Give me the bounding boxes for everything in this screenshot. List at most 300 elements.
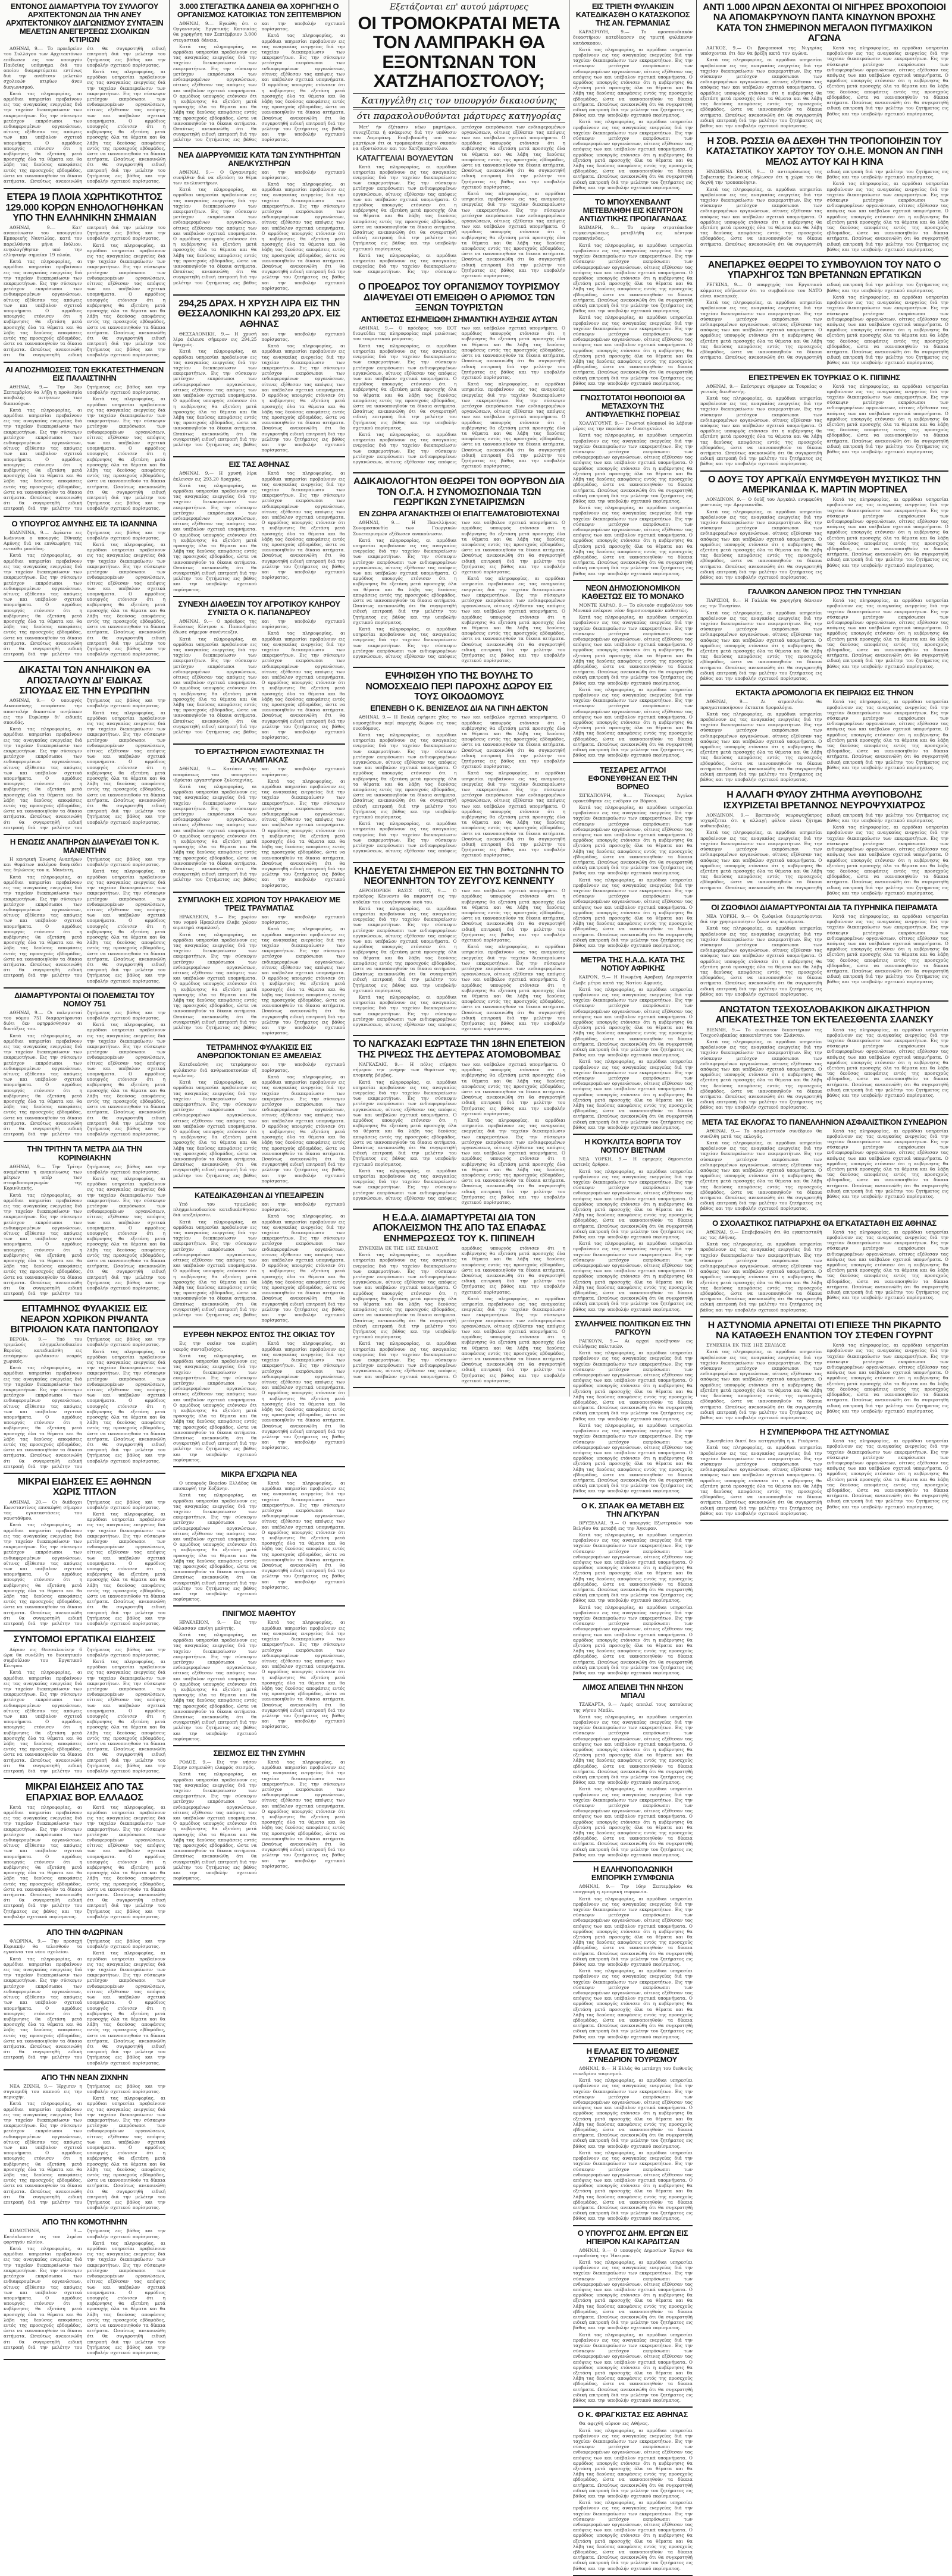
- story-body: [173, 1201, 345, 1323]
- story-body: [173, 1759, 345, 1881]
- story-separator: [573, 1679, 693, 1680]
- story-body: [4, 1336, 165, 1469]
- story-body: [173, 914, 345, 1036]
- story-body: [173, 1341, 345, 1462]
- story-body: [573, 2421, 693, 2571]
- story-headline: ΚΑΤΕΔΙΚΑΣΘΗΣΑΝ ΔΙ ΥΠΕΞΑΙΡΕΣΙΝ: [195, 1190, 324, 1200]
- story-dateline: ΗΡΑΚΛΕΙΟΝ, 9.— Εις χωρίον του νομού Ηρακλείου έλαβε χώραν αιματηρά συμπλοκή.: [173, 914, 257, 931]
- story-body-filler: Κατά τας πληροφορίας, αι αρμόδιαι υπηρεσίαι προβαίνουν εις τας αναγκαίας ενεργείας διά την ταχείαν διεκπεραίωσιν των εκκρεμοτήτων. Εις την σύσκεψιν μετέσχον εκπρόσωποι των ενδιαφερομένων οργανώσεων, οίτινες εξέθεσαν τας απόψεις των και υπέβαλον σχετικά υπομνήματα. Ο αρμόδιος υπουργός ετόνισεν ότι η κυβέρνησις θα εξετάση μετά προσοχής όλα τα θέματα και θα λάβη τας δεούσας αποφάσεις εντός της προσεχούς εβδομάδος, ώστε να ικανοποιηθούν τα δίκαια αιτήματα. Ωσαύτως ανεκοινώθη ότι θα συγκροτηθή ειδική επιτροπή διά την μελέτην του ζητήματος εις βάθος και την υποβολήν σχετικού πορίσματος.: [573, 2150, 693, 2222]
- story-body-filler: Κατά τας πληροφορίας, αι αρμόδιαι υπηρεσίαι προβαίνουν εις τας αναγκαίας ενεργείας διά την ταχείαν διεκπεραίωσιν των εκκρεμοτήτων. Εις την σύσκεψιν μετέσχον εκπρόσωποι των ενδιαφερομένων οργανώσεων, οίτινες εξέθεσαν τας απόψεις των και υπέβαλον σχετικά υπομνήματα. Ο αρμόδιος υπουργός ετόνισεν ότι η κυβέρνησις θα εξετάση μετά προσοχής όλα τα θέματα και θα λάβη τας δεούσας αποφάσεις εντός της προσεχούς εβδομάδος, ώστε να ικανοποιηθούν τα δίκαια αιτήματα. Ωσαύτως ανεκοινώθη ότι θα συγκροτηθή ειδική επιτροπή διά την μελέτην του ζητήματος εις βάθος και την υποβολήν σχετικού πορίσματος.: [4, 1009, 165, 1137]
- story-dateline: ΑΘΗΝΑΙ, 9.— Εγκώθη ότι ο Οργανισμός Εργατικής Κατοικίας θα χορηγήση τον Σεπτέμβριον 3.000 στεγαστικά δάνεια.: [173, 21, 257, 43]
- story-headline: ΕΥΡΕΘΗ ΝΕΚΡΟΣ ΕΝΤΟΣ ΤΗΣ ΟΙΚΙΑΣ ΤΟΥ: [183, 1330, 335, 1339]
- story-headline: ΑΠΟ ΤΗΝ ΚΟΜΟΤΗΝΗΝ: [42, 2217, 127, 2227]
- story-headline: ΜΕΤΑ ΤΑΣ ΕΚΛΟΓΑΣ ΤΟ ΠΑΝΕΛΛΗΝΙΟΝ ΑΣΦΑΛΙΣΤΙΚΟΝ ΣΥΝΕΔΡΙΟΝ: [702, 1117, 947, 1127]
- story-body-filler: Κατά τας πληροφορίας, αι αρμόδιαι υπηρεσίαι προβαίνουν εις τας αναγκαίας ενεργείας διά την ταχείαν διεκπεραίωσιν των εκκρεμοτήτων. Εις την σύσκεψιν μετέσχον εκπρόσωποι των ενδιαφερομένων οργανώσεων, οίτινες εξέθεσαν τας απόψεις των και υπέβαλον σχετικά υπομνήματα. Ο αρμόδιος υπουργός ετόνισεν ότι η κυβέρνησις θα εξετάση μετά προσοχής όλα τα θέματα και θα λάβη τας δεούσας αποφάσεις εντός της προσεχούς εβδομάδος, ώστε να ικανοποιηθούν τα δίκαια αιτήματα. Ωσαύτως ανεκοινώθη ότι θα συγκροτηθή ειδική επιτροπή διά την μελέτην του ζητήματος εις βάθος και την υποβολήν σχετικού πορίσματος.: [173, 1631, 257, 1742]
- story-headline: ΝΕΟΝ ΔΗΜΟΣΙΟΝΟΜΙΚΟΝ ΚΑΘΕΣΤΩΣ ΕΙΣ ΤΟ ΜΟΝΑΚΟ: [581, 583, 684, 601]
- story-headline: ΣΥΛΛΗΨΕΙΣ ΠΟΛΙΤΙΚΩΝ ΕΙΣ ΤΗΝ ΡΑΓΚΟΥΝ: [575, 1319, 691, 1336]
- news-story: [4, 192, 165, 358]
- story-body-filler: Κατά τας πληροφορίας, αι αρμόδιαι υπηρεσίαι προβαίνουν εις τας αναγκαίας ενεργείας διά την ταχείαν διεκπεραίωσιν των εκκρεμοτήτων. Εις την σύσκεψιν μετέσχον εκπρόσωποι των ενδιαφερομένων οργανώσεων, οίτινες εξέθεσαν τας απόψεις των και υπέβαλον σχετικά υπομνήματα. Ο αρμόδιος υπουργός ετόνισεν ότι η κυβέρνησις θα εξετάση μετά προσοχής όλα τα θέματα και θα λάβη τας δεούσας αποφάσεις εντός της προσεχούς εβδομάδος, ώστε να ικανοποιηθούν τα δίκαια αιτήματα. Ωσαύτως ανεκοινώθη ότι θα συγκροτηθή ειδική επιτροπή διά την μελέτην του ζητήματος εις βάθος και την υποβολήν σχετικού πορίσματος.: [573, 1786, 693, 1858]
- story-body-filler: Κατά τας πληροφορίας, αι αρμόδιαι υπηρεσίαι προβαίνουν εις τας αναγκαίας ενεργείας διά την ταχείαν διεκπεραίωσιν των εκκρεμοτήτων. Εις την σύσκεψιν μετέσχον εκπρόσωποι των ενδιαφερομένων οργανώσεων, οίτινες εξέθεσαν τας απόψεις των και υπέβαλον σχετικά υπομνήματα. Ο αρμόδιος υπουργός ετόνισεν ότι η κυβέρνησις θα εξετάση μετά προσοχής όλα τα θέματα και θα λάβη τας δεούσας αποφάσεις εντός της προσεχούς εβδομάδος, ώστε να ικανοποιηθούν τα δίκαια αιτήματα. Ωσαύτως ανεκοινώθη ότι θα συγκροτηθή ειδική επιτροπή διά την μελέτην του ζητήματος εις βάθος και την υποβολήν σχετικού πορίσματος.: [573, 986, 693, 1058]
- story-headline: 294,25 ΔΡΑΧ. Η ΧΡΥΣΗ ΛΙΡΑ ΕΙΣ ΤΗΝ ΘΕΣΣΑΛΟΝΙΚΗΝ ΚΑΙ 293,20 ΔΡΧ. ΕΙΣ ΑΘΗΝΑΣ: [177, 299, 341, 330]
- story-separator: [573, 762, 693, 763]
- story-headline: ΓΑΛΛΙΚΟΝ ΔΑΝΕΙΟΝ ΠΡΟΣ ΤΗΝ ΤΥΝΗΣΙΑΝ: [748, 587, 901, 597]
- story-body: [573, 793, 693, 949]
- story-body-filler: Κατά τας πληροφορίας, αι αρμόδιαι υπηρεσίαι προβαίνουν εις τας αναγκαίας ενεργείας διά την ταχείαν διεκπεραίωσιν των εκκρεμοτήτων. Εις την σύσκεψιν μετέσχον εκπρόσωποι των ενδιαφερομένων οργανώσεων, οίτινες εξέθεσαν τας απόψεις των και υπέβαλον σχετικά υπομνήματα. Ο αρμόδιος υπουργός ετόνισεν ότι η κυβέρνησις θα εξετάση μετά προσοχής όλα τα θέματα και θα λάβη τας δεούσας αποφάσεις εντός της προσεχούς εβδομάδος, ώστε να ικανοποιηθούν τα δίκαια αιτήματα. Ωσαύτως ανεκοινώθη ότι θα συγκροτηθή ειδική επιτροπή διά την μελέτην του ζητήματος εις βάθος και την υποβολήν σχετικού πορίσματος.: [573, 2332, 693, 2404]
- story-body-filler: Κατά τας πληροφορίας, αι αρμόδιαι υπηρεσίαι προβαίνουν εις τας αναγκαίας ενεργείας διά την ταχείαν διεκπεραίωσιν των εκκρεμοτήτων. Εις την σύσκεψιν μετέσχον εκπρόσωποι των ενδιαφερομένων οργανώσεων, οίτινες εξέθεσαν τας απόψεις των και υπέβαλον σχετικά υπομνήματα. Ο αρμόδιος υπουργός ετόνισεν ότι η κυβέρνησις θα εξετάση μετά προσοχής όλα τα θέματα και θα λάβη τας δεούσας αποφάσεις εντός της προσεχούς εβδομάδος, ώστε να ικανοποιηθούν τα δίκαια αιτήματα. Ωσαύτως ανεκοινώθη ότι θα συγκροτηθή ειδική επιτροπή διά την μελέτην του ζητήματος εις βάθος και την υποβολήν σχετικού πορίσματος.: [173, 169, 345, 285]
- lead-body-text: Μετ' ήν έξέτασιν νέων μαρτύρων, συνεχίζεται ή ανάκρισις διά την υπόθεσιν του Λαμπράκη. Επεβεβαιώθη υπό των μαρτύρων ότι οι τρομοκράται είχον σκοπόν να εξοντώσουν και τον Χατζηαποστόλου.: [353, 124, 457, 152]
- story-headline: ΤΟ ΝΑΓΚΑΣΑΚΙ ΕΩΡΤΑΣΕ ΤΗΝ 18ΗΝ ΕΠΕΤΕΙΟΝ ΤΗΣ ΡΙΨΕΩΣ ΤΗΣ ΔΕΥΤΕΡΑΣ ΑΤΟΜΟΒΟΜΒΑΣ: [353, 1039, 565, 1060]
- story-dateline: ΘΕΣΣΑΛΟΝΙΚΗ, 9.— Η χρυσή λίρα έκλεισε σήμερον εις 294,25 δραχμάς.: [173, 331, 257, 348]
- story-separator: [700, 1424, 948, 1425]
- story-body: [700, 384, 948, 467]
- story-body-filler: Κατά τας πληροφορίας, αι αρμόδιαι υπηρεσίαι προβαίνουν εις τας αναγκαίας ενεργείας διά την ταχείαν διεκπεραίωσιν των εκκρεμοτήτων. Εις την σύσκεψιν μετέσχον εκπρόσωποι των ενδιαφερομένων οργανώσεων, οίτινες εξέθεσαν τας απόψεις των και υπέβαλον σχετικά υπομνήματα. Ο αρμόδιος υπουργός ετόνισεν ότι η κυβέρνησις θα εξετάση μετά προσοχής όλα τα θέματα και θα λάβη τας δεούσας αποφάσεις εντός της προσεχούς εβδομάδος, ώστε να ικανοποιηθούν τα δίκαια αιτήματα. Ωσαύτως ανεκοινώθη ότι θα συγκροτηθή ειδική επιτροπή διά την μελέτην του ζητήματος εις βάθος και την υποβολήν σχετικού πορίσματος.: [826, 45, 948, 117]
- news-story: [700, 790, 948, 896]
- lead-body-filler: Κατά τας πληροφορίας, αι αρμόδιαι υπηρεσίαι προβαίνουν εις τας αναγκαίας ενεργείας διά την ταχείαν διεκπεραίωσιν των εκκρεμοτήτων. Εις την σύσκεψιν μετέσχον εκπρόσωποι των ενδιαφερομένων οργανώσεων, οίτινες εξέθεσαν τας απόψεις των και υπέβαλον σχετικά υπομνήματα. Ο αρμόδιος υπουργός ετόνισεν ότι η κυβέρνησις θα εξετάση μετά προσοχής όλα τα θέματα και θα λάβη τας δεούσας αποφάσεις εντός της προσεχούς εβδομάδος, ώστε να ικανοποιηθούν τα δίκαια αιτήματα. Ωσαύτως ανεκοινώθη ότι θα συγκροτηθή ειδική επιτροπή διά την μελέτην του ζητήματος εις βάθος και την υποβολήν σχετικού πορίσματος.: [353, 164, 457, 252]
- story-body-filler: Κατά τας πληροφορίας, αι αρμόδιαι υπηρεσίαι προβαίνουν εις τας αναγκαίας ενεργείας διά την ταχείαν διεκπεραίωσιν των εκκρεμοτήτων. Εις την σύσκεψιν μετέσχον εκπρόσωποι των ενδιαφερομένων οργανώσεων, οίτινες εξέθεσαν τας απόψεις των και υπέβαλον σχετικά υπομνήματα. Ο αρμόδιος υπουργός ετόνισεν ότι η κυβέρνησις θα εξετάση μετά προσοχής όλα τα θέματα και θα λάβη τας δεούσας αποφάσεις εντός της προσεχούς εβδομάδος, ώστε να ικανοποιηθούν τα δίκαια αιτήματα. Ωσαύτως ανεκοινώθη ότι θα συγκροτηθή ειδική επιτροπή διά την μελέτην του ζητήματος εις βάθος και την υποβολήν σχετικού πορίσματος.: [700, 168, 948, 247]
- story-dateline: Η κεντρική Ένωσις Αναπήρων και θυμάτων πολέμου διαψεύδει τας δηλώσεις του κ. Μανέντη.: [4, 856, 82, 873]
- news-story: [353, 1213, 565, 1383]
- story-body-filler: Κατά τας πληροφορίας, αι αρμόδιαι υπηρεσίαι προβαίνουν εις τας αναγκαίας ενεργείας διά την ταχείαν διεκπεραίωσιν των εκκρεμοτήτων. Εις την σύσκεψιν μετέσχον εκπρόσωποι των ενδιαφερομένων οργανώσεων, οίτινες εξέθεσαν τας απόψεις των και υπέβαλον σχετικά υπομνήματα. Ο αρμόδιος υπουργός ετόνισεν ότι η κυβέρνησις θα εξετάση μετά προσοχής όλα τα θέματα και θα λάβη τας δεούσας αποφάσεις εντός της προσεχούς εβδομάδος, ώστε να ικανοποιηθούν τα δίκαια αιτήματα. Ωσαύτως ανεκοινώθη ότι θα συγκροτηθή ειδική επιτροπή διά την μελέτην του ζητήματος εις βάθος και την υποβολήν σχετικού πορίσματος.: [4, 2228, 165, 2350]
- story-headline: Η ΣΟΒ. ΡΩΣΣΙΑ ΘΑ ΔΕΧΘΗ ΤΗΝ ΤΡΟΠΟΠΟΙΗΣΙΝ ΤΟΥ ΚΑΤΑΣΤΑΤΙΚΟΥ ΧΑΡΤΟΥ ΤΟΥ Ο.Η.Ε. ΜΟΝΟΝ ΑΝ ΓΙΝΗ ΜΕΛΟΣ ΑΥΤΟΥ ΚΑΙ Η ΚΙΝΑ: [706, 136, 943, 167]
- story-headline: ΑΔΙΚΑΙΟΛΟΓΗΤΟΝ ΘΕΩΡΕΙ ΤΟΝ ΘΟΡΥΒΟΝ ΔΙΑ ΤΟΝ Ο.Γ.Α. Η ΣΥΝΟΜΟΣΠΟΝΔΙΑ ΤΩΝ ΓΕΩΡΓΙΚΩΝ ΣΥΝΕΤΑΙΡΙΣΜΩΝ: [353, 476, 565, 507]
- story-body-filler: Κατά τας πληροφορίας, αι αρμόδιαι υπηρεσίαι προβαίνουν εις τας αναγκαίας ενεργείας διά την ταχείαν διεκπεραίωσιν των εκκρεμοτήτων. Εις την σύσκεψιν μετέσχον εκπρόσωποι των ενδιαφερομένων οργανώσεων, οίτινες εξέθεσαν τας απόψεις των και υπέβαλον σχετικά υπομνήματα. Ο αρμόδιος υπουργός ετόνισεν ότι η κυβέρνησις θα εξετάση μετά προσοχής όλα τα θέματα και θα λάβη τας δεούσας αποφάσεις εντός της προσεχούς εβδομάδος, ώστε να ικανοποιηθούν τα δίκαια αιτήματα. Ωσαύτως ανεκοινώθη ότι θα συγκροτηθή ειδική επιτροπή διά την μελέτην του ζητήματος εις βάθος και την υποβολήν σχετικού πορίσματος.: [353, 537, 457, 625]
- news-story: [353, 671, 565, 858]
- news-story: [4, 366, 165, 512]
- story-dateline: ΣΥΝΕΧΕΙΑ ΕΚ ΤΗΣ 1ΗΣ ΣΕΛΙΔΟΣ: [359, 1245, 439, 1251]
- news-story: [173, 1749, 345, 1881]
- story-dateline: ΑΘΗΝΑΙ, 9.— Επέστρεψε σήμερον εκ Τουρκίας ο γενικός διευθυντής.: [700, 383, 822, 394]
- news-story: [573, 1320, 693, 1494]
- story-separator: [700, 470, 948, 472]
- story-dateline: ΦΛΩΡΙΝΑ, 9.— Την προσεχή Κυριακήν θα τελεσθούν τα εγκαίνια του νέου σχολείου.: [4, 1938, 82, 1955]
- story-body: [4, 530, 165, 658]
- story-body-filler: Κατά τας πληροφορίας, αι αρμόδιαι υπηρεσίαι προβαίνουν εις τας αναγκαίας ενεργείας διά την ταχείαν διεκπεραίωσιν των εκκρεμοτήτων. Εις την σύσκεψιν μετέσχον εκπρόσωποι των ενδιαφερομένων οργανώσεων, οίτινες εξέθεσαν τας απόψεις των και υπέβαλον σχετικά υπομνήματα. Ο αρμόδιος υπουργός ετόνισεν ότι η κυβέρνησις θα εξετάση μετά προσοχής όλα τα θέματα και θα λάβη τας δεούσας αποφάσεις εντός της προσεχούς εβδομάδος, ώστε να ικανοποιηθούν τα δίκαια αιτήματα. Ωσαύτως ανεκοινώθη ότι θα συγκροτηθή ειδική επιτροπή διά την μελέτην του ζητήματος εις βάθος και την υποβολήν σχετικού πορίσματος.: [87, 1022, 165, 1137]
- news-story: [173, 1191, 345, 1323]
- story-body-filler: Κατά τας πληροφορίας, αι αρμόδιαι υπηρεσίαι προβαίνουν εις τας αναγκαίας ενεργείας διά την ταχείαν διεκπεραίωσιν των εκκρεμοτήτων. Εις την σύσκεψιν μετέσχον εκπρόσωποι των ενδιαφερομένων οργανώσεων, οίτινες εξέθεσαν τας απόψεις των και υπέβαλον σχετικά υπομνήματα. Ο αρμόδιος υπουργός ετόνισεν ότι η κυβέρνησις θα εξετάση μετά προσοχής όλα τα θέματα και θα λάβη τας δεούσας αποφάσεις εντός της προσεχούς εβδομάδος, ώστε να ικανοποιηθούν τα δίκαια αιτήματα. Ωσαύτως ανεκοινώθη ότι θα συγκροτηθή ειδική επιτροπή διά την μελέτην του ζητήματος εις βάθος και την υποβολήν σχετικού πορίσματος.: [87, 68, 165, 184]
- story-dateline: ΑΘΗΝΑΙ, 9.— Η Ελλάς θα μετάσχη του διεθνούς συνεδρίου τουρισμού.: [573, 2065, 693, 2077]
- story-body: [4, 2084, 165, 2211]
- story-dateline: ΚΑΙΡΟΝ, 9.— Η Ηνωμένη Αραβική Δημοκρατία έλαβε μέτρα κατά της Νοτίου Αφρικής.: [573, 974, 693, 986]
- story-body-filler: Κατά τας πληροφορίας, αι αρμόδιαι υπηρεσίαι προβαίνουν εις τας αναγκαίας ενεργείας διά την ταχείαν διεκπεραίωσιν των εκκρεμοτήτων. Εις την σύσκεψιν μετέσχον εκπρόσωποι των ενδιαφερομένων οργανώσεων, οίτινες εξέθεσαν τας απόψεις των και υπέβαλον σχετικά υπομνήματα. Ο αρμόδιος υπουργός ετόνισεν ότι η κυβέρνησις θα εξετάση μετά προσοχής όλα τα θέματα και θα λάβη τας δεούσας αποφάσεις εντός της προσεχούς εβδομάδος, ώστε να ικανοποιηθούν τα δίκαια αιτήματα. Ωσαύτως ανεκοινώθη ότι θα συγκροτηθή ειδική επιτροπή διά την μελέτην του ζητήματος εις βάθος και την υποβολήν σχετικού πορίσματος.: [700, 711, 822, 783]
- story-headline: ΕΨΗΦΙΣΘΗ ΥΠΟ ΤΗΣ ΒΟΥΛΗΣ ΤΟ ΝΟΜΟΣΧΕΔΙΟ ΠΕΡΙ ΠΑΡΟΧΗΣ ΔΩΡΟΥ ΕΙΣ ΤΟΥΣ ΟΙΚΟΔΟΜΟΥΣ: [365, 671, 553, 702]
- story-body: [700, 169, 948, 252]
- news-story: [173, 748, 345, 888]
- story-separator: [173, 456, 345, 457]
- story-body-filler: Κατά τας πληροφορίας, αι αρμόδιαι υπηρεσίαι προβαίνουν εις τας αναγκαίας ενεργείας διά την ταχείαν διεκπεραίωσιν των εκκρεμοτήτων. Εις την σύσκεψιν μετέσχον εκπρόσωποι των ενδιαφερομένων οργανώσεων, οίτινες εξέθεσαν τας απόψεις των και υπέβαλον σχετικά υπομνήματα. Ο αρμόδιος υπουργός ετόνισεν ότι η κυβέρνησις θα εξετάση μετά προσοχής όλα τα θέματα και θα λάβη τας δεούσας αποφάσεις εντός της προσεχούς εβδομάδος, ώστε να ικανοποιηθούν τα δίκαια αιτήματα. Ωσαύτως ανεκοινώθη ότι θα συγκροτηθή ειδική επιτροπή διά την μελέτην του ζητήματος εις βάθος και την υποβολήν σχετικού πορίσματος.: [87, 1658, 165, 1774]
- news-story: [353, 476, 565, 663]
- story-body: [700, 914, 948, 997]
- news-story: [700, 136, 948, 252]
- news-story: [4, 992, 165, 1138]
- story-body-filler: Κατά τας πληροφορίας, αι αρμόδιαι υπηρεσίαι προβαίνουν εις τας αναγκαίας ενεργείας διά την ταχείαν διεκπεραίωσιν των εκκρεμοτήτων. Εις την σύσκεψιν μετέσχον εκπρόσωποι των ενδιαφερομένων οργανώσεων, οίτινες εξέθεσαν τας απόψεις των και υπέβαλον σχετικά υπομνήματα. Ο αρμόδιος υπουργός ετόνισεν ότι η κυβέρνησις θα εξετάση μετά προσοχής όλα τα θέματα και θα λάβη τας δεούσας αποφάσεις εντός της προσεχούς εβδομάδος, ώστε να ικανοποιηθούν τα δίκαια αιτήματα. Ωσαύτως ανεκοινώθη ότι θα συγκροτηθή ειδική επιτροπή διά την μελέτην του ζητήματος εις βάθος και την υποβολήν σχετικού πορίσματος.: [573, 1896, 693, 1967]
- news-story: [573, 956, 693, 1130]
- news-story: [4, 1304, 165, 1469]
- story-body: [4, 2228, 165, 2355]
- column-5: [697, 0, 952, 1516]
- story-headline: ΤΕΤΡΑΜΗΝΟΣ ΦΥΛΑΚΙΣΙΣ ΕΙΣ ΑΝΘΡΩΠΟΚΤΟΝΙΑΝ ΕΞ ΑΜΕΛΕΙΑΣ: [196, 1043, 322, 1060]
- story-body-filler: Κατά τας πληροφορίας, αι αρμόδιαι υπηρεσίαι προβαίνουν εις τας αναγκαίας ενεργείας διά την ταχείαν διεκπεραίωσιν των εκκρεμοτήτων. Εις την σύσκεψιν μετέσχον εκπρόσωποι των ενδιαφερομένων οργανώσεων, οίτινες εξέθεσαν τας απόψεις των και υπέβαλον σχετικά υπομνήματα. Ο αρμόδιος υπουργός ετόνισεν ότι η κυβέρνησις θα εξετάση μετά προσοχής όλα τα θέματα και θα λάβη τας δεούσας αποφάσεις εντός της προσεχούς εβδομάδος, ώστε να ικανοποιηθούν τα δίκαια αιτήματα. Ωσαύτως ανεκοινώθη ότι θα συγκροτηθή ειδική επιτροπή διά την μελέτην του ζητήματος εις βάθος και την υποβολήν σχετικού πορίσματος.: [826, 1128, 948, 1200]
- story-body-filler: Κατά τας πληροφορίας, αι αρμόδιαι υπηρεσίαι προβαίνουν εις τας αναγκαίας ενεργείας διά την ταχείαν διεκπεραίωσιν των εκκρεμοτήτων. Εις την σύσκεψιν μετέσχον εκπρόσωποι των ενδιαφερομένων οργανώσεων, οίτινες εξέθεσαν τας απόψεις των και υπέβαλον σχετικά υπομνήματα. Ο αρμόδιος υπουργός ετόνισεν ότι η κυβέρνησις θα εξετάση μετά προσοχής όλα τα θέματα και θα λάβη τας δεούσας αποφάσεις εντός της προσεχούς εβδομάδος, ώστε να ικανοποιηθούν τα δίκαια αιτήματα. Ωσαύτως ανεκοινώθη ότι θα συγκροτηθή ειδική επιτροπή διά την μελέτην του ζητήματος εις βάθος και την υποβολήν σχετικού πορίσματος.: [261, 1341, 345, 1451]
- story-headline: Η Ε.Δ.Α. ΔΙΑΜΑΡΤΥΡΕΤΑΙ ΔΙΑ ΤΟΝ ΑΠΟΚΛΕΙΣΜΟΝ ΤΗΣ ΑΠΟ ΤΑΣ ΕΠΑΦΑΣ ΕΝΗΜΕΡΩΣΕΩΣ ΤΟΥ Κ. ΠΙΠΙΝΕΛΗ: [372, 1213, 546, 1244]
- story-body: [4, 1647, 165, 1775]
- story-dateline: ΑΘΗΝΑΙ, 9.— Κατόπιν της αποφάσεως του υπουργείου ιδρύεται εργαστήριον ξυλοτεχνίας.: [173, 766, 257, 783]
- story-body: [700, 1229, 948, 1313]
- story-body: [173, 331, 345, 453]
- story-body-filler: Κατά τας πληροφορίας, αι αρμόδιαι υπηρεσίαι προβαίνουν εις τας αναγκαίας ενεργείας διά την ταχείαν διεκπεραίωσιν των εκκρεμοτήτων. Εις την σύσκεψιν μετέσχον εκπρόσωποι των ενδιαφερομένων οργανώσεων, οίτινες εξέθεσαν τας απόψεις των και υπέβαλον σχετικά υπομνήματα. Ο αρμόδιος υπουργός ετόνισεν ότι η κυβέρνησις θα εξετάση μετά προσοχής όλα τα θέματα και θα λάβη τας δεούσας αποφάσεις εντός της προσεχούς εβδομάδος, ώστε να ικανοποιηθούν τα δίκαια αιτήματα. Ωσαύτως ανεκοινώθη ότι θα συγκροτηθή ειδική επιτροπή διά την μελέτην του ζητήματος εις βάθος και την υποβολήν σχετικού πορίσματος.: [353, 1061, 565, 1201]
- story-body-filler: Κατά τας πληροφορίας, αι αρμόδιαι υπηρεσίαι προβαίνουν εις τας αναγκαίας ενεργείας διά την ταχείαν διεκπεραίωσιν των εκκρεμοτήτων. Εις την σύσκεψιν μετέσχον εκπρόσωποι των ενδιαφερομένων οργανώσεων, οίτινες εξέθεσαν τας απόψεις των και υπέβαλον σχετικά υπομνήματα. Ο αρμόδιος υπουργός ετόνισεν ότι η κυβέρνησις θα εξετάση μετά προσοχής όλα τα θέματα και θα λάβη τας δεούσας αποφάσεις εντός της προσεχούς εβδομάδος, ώστε να ικανοποιηθούν τα δίκαια αιτήματα. Ωσαύτως ανεκοινώθη ότι θα συγκροτηθή ειδική επιτροπή διά την μελέτην του ζητήματος εις βάθος και την υποβολήν σχετικού πορίσματος.: [573, 2500, 693, 2571]
- story-deck: ΕΠΕΝΕΒΗ Ο Κ. ΒΕΝΙΖΕΛΟΣ ΔΙΑ ΝΑ ΓΙΝΗ ΔΕΚΤΟΝ: [370, 704, 548, 713]
- story-headline: ΜΙΚΡΑΙ ΕΙΔΗΣΕΙΣ ΑΠΟ ΤΑΣ ΕΠΑΡΧΙΑΣ ΒΟΡ. ΕΛΛΑΔΟΣ: [25, 1782, 144, 1803]
- story-dateline: ΑΕΡΟΠΟΡΙΚΗ ΒΑΣΙΣ ΟΤΙΣ, 9.— Ο πρόεδρος Κέννεντυ θα παραστή εις την κηδείαν του νεογέννητου υιού του.: [353, 888, 457, 905]
- story-body-filler: Κατά τας πληροφορίας, αι αρμόδιαι υπηρεσίαι προβαίνουν εις τας αναγκαίας ενεργείας διά την ταχείαν διεκπεραίωσιν των εκκρεμοτήτων. Εις την σύσκεψιν μετέσχον εκπρόσωποι των ενδιαφερομένων οργανώσεων, οίτινες εξέθεσαν τας απόψεις των και υπέβαλον σχετικά υπομνήματα. Ο αρμόδιος υπουργός ετόνισεν ότι η κυβέρνησις θα εξετάση μετά προσοχής όλα τα θέματα και θα λάβη τας δεούσας αποφάσεις εντός της προσεχούς εβδομάδος, ώστε να ικανοποιηθούν τα δίκαια αιτήματα. Ωσαύτως ανεκοινώθη ότι θα συγκροτηθή ειδική επιτροπή διά την μελέτην του ζητήματος εις βάθος και την υποβολήν σχετικού πορίσματος.: [173, 618, 345, 735]
- story-body: [700, 497, 948, 580]
- news-story: [4, 665, 165, 830]
- story-dateline: ΑΘΗΝΑΙ, 9.— Το προεδρείον του Συλλόγου των Αρχιτεκτόνων επέδωσεν εις τον υπουργόν Παιδείας υπόμνημα διά του οποίου διαμαρτύρεται εντόνως διά την ανάθεσιν μελετών σχολικών κτιρίων άνευ διαγωνισμού.: [4, 46, 82, 90]
- lead-deck-2: ότι παρακολουθούνται μάρτυρες κατηγορίας: [353, 109, 565, 123]
- lead-body-filler: Κατά τας πληροφορίας, αι αρμόδιαι υπηρεσίαι προβαίνουν εις τας αναγκαίας ενεργείας διά την ταχείαν διεκπεραίωσιν των εκκρεμοτήτων. Εις την σύσκεψιν μετέσχον εκπρόσωποι των ενδιαφερομένων οργανώσεων, οίτινες εξέθεσαν τας απόψεις των και υπέβαλον σχετικά υπομνήματα. Ο αρμόδιος υπουργός ετόνισεν ότι η κυβέρνησις θα εξετάση μετά προσοχής όλα τα θέματα και θα λάβη τας δεούσας αποφάσεις εντός της προσεχούς εβδομάδος, ώστε να ικανοποιηθούν τα δίκαια αιτήματα. Ωσαύτως ανεκοινώθη ότι θα συγκροτηθή ειδική επιτροπή διά την μελέτην του ζητήματος εις βάθος και την υποβολήν σχετικού πορίσματος.: [353, 124, 565, 275]
- news-story: [573, 198, 693, 386]
- story-headline: ΤΟ ΜΠΟΥΧΕΝΒΑΛΝΤ ΜΕΤΕΒΛΗΘΗ ΕΙΣ ΚΕΝΤΡΟΝ ΑΝΤΙΔΥΤΙΚΗΣ ΠΡΟΠΑΓΑΝΔΑΣ: [579, 197, 687, 224]
- story-separator: [4, 834, 165, 835]
- news-story: [4, 2073, 165, 2211]
- lead-headline: ΟΙ ΤΡΟΜΟΚΡΑΤΑΙ ΜΕΤΑ ΤΟΝ ΛΑΜΠΡΑΚΗ ΘΑ ΕΞΟΝΤΩΝΑΝ ΤΟΝ ΧΑΤΖΗΑΠΟΣΤΟΛΟΥ;: [358, 14, 560, 92]
- story-body-filler: Κατά τας πληροφορίας, αι αρμόδιαι υπηρεσίαι προβαίνουν εις τας αναγκαίας ενεργείας διά την ταχείαν διεκπεραίωσιν των εκκρεμοτήτων. Εις την σύσκεψιν μετέσχον εκπρόσωποι των ενδιαφερομένων οργανώσεων, οίτινες εξέθεσαν τας απόψεις των και υπέβαλον σχετικά υπομνήματα. Ο αρμόδιος υπουργός ετόνισεν ότι η κυβέρνησις θα εξετάση μετά προσοχής όλα τα θέματα και θα λάβη τας δεούσας αποφάσεις εντός της προσεχούς εβδομάδος, ώστε να ικανοποιηθούν τα δίκαια αιτήματα. Ωσαύτως ανεκοινώθη ότι θα συγκροτηθή ειδική επιτροπή διά την μελέτην του ζητήματος εις βάθος και την υποβολήν σχετικού πορίσματος.: [461, 944, 565, 1032]
- lead-kicker: Εξετάζονται επ' αυτού μάρτυρες: [389, 2, 529, 12]
- story-body-filler: Κατά τας πληροφορίας, αι αρμόδιαι υπηρεσίαι προβαίνουν εις τας αναγκαίας ενεργείας διά την ταχείαν διεκπεραίωσιν των εκκρεμοτήτων. Εις την σύσκεψιν μετέσχον εκπρόσωποι των ενδιαφερομένων οργανώσεων, οίτινες εξέθεσαν τας απόψεις των και υπέβαλον σχετικά υπομνήματα. Ο αρμόδιος υπουργός ετόνισεν ότι η κυβέρνησις θα εξετάση μετά προσοχής όλα τα θέματα και θα λάβη τας δεούσας αποφάσεις εντός της προσεχούς εβδομάδος, ώστε να ικανοποιηθούν τα δίκαια αιτήματα. Ωσαύτως ανεκοινώθη ότι θα συγκροτηθή ειδική επιτροπή διά την μελέτην του ζητήματος εις βάθος και την υποβολήν σχετικού πορίσματος.: [4, 529, 165, 657]
- news-story: [700, 903, 948, 997]
- story-body: [173, 766, 345, 887]
- story-body-filler: Κατά τας πληροφορίας, αι αρμόδιαι υπηρεσίαι προβαίνουν εις τας αναγκαίας ενεργείας διά την ταχείαν διεκπεραίωσιν των εκκρεμοτήτων. Εις την σύσκεψιν μετέσχον εκπρόσωποι των ενδιαφερομένων οργανώσεων, οίτινες εξέθεσαν τας απόψεις των και υπέβαλον σχετικά υπομνήματα. Ο αρμόδιος υπουργός ετόνισεν ότι η κυβέρνησις θα εξετάση μετά προσοχής όλα τα θέματα και θα λάβη τας δεούσας αποφάσεις εντός της προσεχούς εβδομάδος, ώστε να ικανοποιηθούν τα δίκαια αιτήματα. Ωσαύτως ανεκοινώθη ότι θα συγκροτηθή ειδική επιτροπή διά την μελέτην του ζητήματος εις βάθος και την υποβολήν σχετικού πορίσματος.: [261, 926, 345, 1036]
- news-story: [700, 1320, 948, 1420]
- story-body: [4, 856, 165, 984]
- story-body-filler: Κατά τας πληροφορίας, αι αρμόδιαι υπηρεσίαι προβαίνουν εις τας αναγκαίας ενεργείας διά την ταχείαν διεκπεραίωσιν των εκκρεμοτήτων. Εις την σύσκεψιν μετέσχον εκπρόσωποι των ενδιαφερομένων οργανώσεων, οίτινες εξέθεσαν τας απόψεις των και υπέβαλον σχετικά υπομνήματα. Ο αρμόδιος υπουργός ετόνισεν ότι η κυβέρνησις θα εξετάση μετά προσοχής όλα τα θέματα και θα λάβη τας δεούσας αποφάσεις εντός της προσεχούς εβδομάδος, ώστε να ικανοποιηθούν τα δίκαια αιτήματα. Ωσαύτως ανεκοινώθη ότι θα συγκροτηθή ειδική επιτροπή διά την μελέτην του ζητήματος εις βάθος και την υποβολήν σχετικού πορίσματος.: [87, 2095, 165, 2211]
- news-story: [4, 1928, 165, 2066]
- story-separator: [573, 1861, 693, 1862]
- story-headline: Η ΚΟΥΚΛΙΤΣΑ ΒΟΡΓΙΑ ΤΟΥ ΝΟΤΙΟΥ ΒΙΕΤΝΑΜ: [584, 1137, 681, 1155]
- news-story: [573, 1865, 693, 2040]
- story-body-filler: Κατά τας πληροφορίας, αι αρμόδιαι υπηρεσίαι προβαίνουν εις τας αναγκαίας ενεργείας διά την ταχείαν διεκπεραίωσιν των εκκρεμοτήτων. Εις την σύσκεψιν μετέσχον εκπρόσωποι των ενδιαφερομένων οργανώσεων, οίτινες εξέθεσαν τας απόψεις των και υπέβαλον σχετικά υπομνήματα. Ο αρμόδιος υπουργός ετόνισεν ότι η κυβέρνησις θα εξετάση μετά προσοχής όλα τα θέματα και θα λάβη τας δεούσας αποφάσεις εντός της προσεχούς εβδομάδος, ώστε να ικανοποιηθούν τα δίκαια αιτήματα. Ωσαύτως ανεκοινώθη ότι θα συγκροτηθή ειδική επιτροπή διά την μελέτην του ζητήματος εις βάθος και την υποβολήν σχετικού πορίσματος.: [573, 119, 693, 190]
- story-dateline: ΣΙΓΚΑΠΟΥΡΗ, 9.— Τέσσαρες Άγγλοι εφονεύθησαν εις ενέδραν εν Βόρνεο.: [573, 792, 693, 804]
- lead-deck-1: Κατηγγέλθη εις τον υπουργόν δικαιοσύνης: [353, 93, 565, 108]
- story-separator: [573, 2043, 693, 2044]
- story-body-filler: Κατά τας πληροφορίας, αι αρμόδιαι υπηρεσίαι προβαίνουν εις τας αναγκαίας ενεργείας διά την ταχείαν διεκπεραίωσιν των εκκρεμοτήτων. Εις την σύσκεψιν μετέσχον εκπρόσωποι των ενδιαφερομένων οργανώσεων, οίτινες εξέθεσαν τας απόψεις των και υπέβαλον σχετικά υπομνήματα. Ο αρμόδιος υπουργός ετόνισεν ότι η κυβέρνησις θα εξετάση μετά προσοχής όλα τα θέματα και θα λάβη τας δεούσας αποφάσεις εντός της προσεχούς εβδομάδος, ώστε να ικανοποιηθούν τα δίκαια αιτήματα. Ωσαύτως ανεκοινώθη ότι θα συγκροτηθή ειδική επιτροπή διά την μελέτην του ζητήματος εις βάθος και την υποβολήν σχετικού πορίσματος.: [573, 315, 693, 386]
- story-body: [4, 1010, 165, 1138]
- story-body-filler: Κατά τας πληροφορίας, αι αρμόδιαι υπηρεσίαι προβαίνουν εις τας αναγκαίας ενεργείας διά την ταχείαν διεκπεραίωσιν των εκκρεμοτήτων. Εις την σύσκεψιν μετέσχον εκπρόσωποι των ενδιαφερομένων οργανώσεων, οίτινες εξέθεσαν τας απόψεις των και υπέβαλον σχετικά υπομνήματα. Ο αρμόδιος υπουργός ετόνισεν ότι η κυβέρνησις θα εξετάση μετά προσοχής όλα τα θέματα και θα λάβη τας δεούσας αποφάσεις εντός της προσεχούς εβδομάδος, ώστε να ικανοποιηθούν τα δίκαια αιτήματα. Ωσαύτως ανεκοινώθη ότι θα συγκροτηθή ειδική επιτροπή διά την μελέτην του ζητήματος εις βάθος και την υποβολήν σχετικού πορίσματος.: [826, 824, 948, 896]
- story-body: [353, 325, 565, 469]
- story-headline: Ο ΣΧΟΛΑΣΤΙΚΟΣ ΠΑΤΡΙΑΡΧΗΣ ΘΑ ΕΓΚΑΤΑΣΤΑΘΗ ΕΙΣ ΑΘΗΝΑΣ: [712, 1218, 937, 1228]
- story-separator: [173, 743, 345, 745]
- story-body: [353, 888, 565, 1031]
- news-story: [4, 838, 165, 984]
- story-body-filler: Κατά τας πληροφορίας, αι αρμόδιαι υπηρεσίαι προβαίνουν εις τας αναγκαίας ενεργείας διά την ταχείαν διεκπεραίωσιν των εκκρεμοτήτων. Εις την σύσκεψιν μετέσχον εκπρόσωποι των ενδιαφερομένων οργανώσεων, οίτινες εξέθεσαν τας απόψεις των και υπέβαλον σχετικά υπομνήματα. Ο αρμόδιος υπουργός ετόνισεν ότι η κυβέρνησις θα εξετάση μετά προσοχής όλα τα θέματα και θα λάβη τας δεούσας αποφάσεις εντός της προσεχούς εβδομάδος, ώστε να ικανοποιηθούν τα δίκαια αιτήματα. Ωσαύτως ανεκοινώθη ότι θα συγκροτηθή ειδική επιτροπή διά την μελέτην του ζητήματος εις βάθος και την υποβολήν σχετικού πορίσματος.: [261, 470, 345, 581]
- story-body: [4, 1938, 165, 2066]
- story-separator: [573, 390, 693, 391]
- story-body-filler: Κατά τας πληροφορίας, αι αρμόδιαι υπηρεσίαι προβαίνουν εις τας αναγκαίας ενεργείας διά την ταχείαν διεκπεραίωσιν των εκκρεμοτήτων. Εις την σύσκεψιν μετέσχον εκπρόσωποι των ενδιαφερομένων οργανώσεων, οίτινες εξέθεσαν τας απόψεις των και υπέβαλον σχετικά υπομνήματα. Ο αρμόδιος υπουργός ετόνισεν ότι η κυβέρνησις θα εξετάση μετά προσοχής όλα τα θέματα και θα λάβη τας δεούσας αποφάσεις εντός της προσεχούς εβδομάδος, ώστε να ικανοποιηθούν τα δίκαια αιτήματα. Ωσαύτως ανεκοινώθη ότι θα συγκροτηθή ειδική επιτροπή διά την μελέτην του ζητήματος εις βάθος και την υποβολήν σχετικού πορίσματος.: [700, 1241, 822, 1313]
- story-separator: [573, 1134, 693, 1135]
- story-body-filler: Κατά τας πληροφορίας, αι αρμόδιαι υπηρεσίαι προβαίνουν εις τας αναγκαίας ενεργείας διά την ταχείαν διεκπεραίωσιν των εκκρεμοτήτων. Εις την σύσκεψιν μετέσχον εκπρόσωποι των ενδιαφερομένων οργανώσεων, οίτινες εξέθεσαν τας απόψεις των και υπέβαλον σχετικά υπομνήματα. Ο αρμόδιος υπουργός ετόνισεν ότι η κυβέρνησις θα εξετάση μετά προσοχής όλα τα θέματα και θα λάβη τας δεούσας αποφάσεις εντός της προσεχούς εβδομάδος, ώστε να ικανοποιηθούν τα δίκαια αιτήματα. Ωσαύτως ανεκοινώθη ότι θα συγκροτηθή ειδική επιτροπή διά την μελέτην του ζητήματος εις βάθος και την υποβολήν σχετικού πορίσματος.: [826, 598, 948, 669]
- story-body-filler: Κατά τας πληροφορίας, αι αρμόδιαι υπηρεσίαι προβαίνουν εις τας αναγκαίας ενεργείας διά την ταχείαν διεκπεραίωσιν των εκκρεμοτήτων. Εις την σύσκεψιν μετέσχον εκπρόσωποι των ενδιαφερομένων οργανώσεων, οίτινες εξέθεσαν τας απόψεις των και υπέβαλον σχετικά υπομνήματα. Ο αρμόδιος υπουργός ετόνισεν ότι η κυβέρνησις θα εξετάση μετά προσοχής όλα τα θέματα και θα λάβη τας δεούσας αποφάσεις εντός της προσεχούς εβδομάδος, ώστε να ικανοποιηθούν τα δίκαια αιτήματα. Ωσαύτως ανεκοινώθη ότι θα συγκροτηθή ειδική επιτροπή διά την μελέτην του ζητήματος εις βάθος και την υποβολήν σχετικού πορίσματος.: [4, 1499, 165, 1627]
- story-body: [573, 1884, 693, 2040]
- story-body-filler: Κατά τας πληροφορίας, αι αρμόδιαι υπηρεσίαι προβαίνουν εις τας αναγκαίας ενεργείας διά την ταχείαν διεκπεραίωσιν των εκκρεμοτήτων. Εις την σύσκεψιν μετέσχον εκπρόσωποι των ενδιαφερομένων οργανώσεων, οίτινες εξέθεσαν τας απόψεις των και υπέβαλον σχετικά υπομνήματα. Ο αρμόδιος υπουργός ετόνισεν ότι η κυβέρνησις θα εξετάση μετά προσοχής όλα τα θέματα και θα λάβη τας δεούσας αποφάσεις εντός της προσεχούς εβδομάδος, ώστε να ικανοποιηθούν τα δίκαια αιτήματα. Ωσαύτως ανεκοινώθη ότι θα συγκροτηθή ειδική επιτροπή διά την μελέτην του ζητήματος εις βάθος και την υποβολήν σχετικού πορίσματος.: [461, 381, 565, 469]
- news-story: [573, 2, 693, 190]
- story-dateline: Ο υπουργός Βορείου Ελλάδος θα επισκεφθή την Κοζάνην.: [173, 1480, 257, 1492]
- story-dateline: ΗΡΑΚΛΕΙΟΝ, 9.— Εις την θάλασσαν επνίγη μαθητής.: [173, 1620, 257, 1631]
- story-body: [573, 2248, 693, 2404]
- story-dateline: ΑΘΗΝΑΙ, 9.— Ο πρόεδρος του ΕΟΤ διαψεύδει τας πληροφορίας περί μειώσεως του τουριστικού ρεύματος.: [353, 325, 457, 342]
- news-story: [573, 2411, 693, 2571]
- story-body: [173, 1062, 345, 1183]
- story-body: [573, 974, 693, 1130]
- news-story: [353, 866, 565, 1032]
- story-body-filler: Κατά τας πληροφορίας, αι αρμόδιαι υπηρεσίαι προβαίνουν εις τας αναγκαίας ενεργείας διά την ταχείαν διεκπεραίωσιν των εκκρεμοτήτων. Εις την σύσκεψιν μετέσχον εκπρόσωποι των ενδιαφερομένων οργανώσεων, οίτινες εξέθεσαν τας απόψεις των και υπέβαλον σχετικά υπομνήματα. Ο αρμόδιος υπουργός ετόνισεν ότι η κυβέρνησις θα εξετάση μετά προσοχής όλα τα θέματα και θα λάβη τας δεούσας αποφάσεις εντός της προσεχούς εβδομάδος, ώστε να ικανοποιηθούν τα δίκαια αιτήματα. Ωσαύτως ανεκοινώθη ότι θα συγκροτηθή ειδική επιτροπή διά την μελέτην του ζητήματος εις βάθος και την υποβολήν σχετικού πορίσματος.: [87, 1950, 165, 2066]
- story-body-filler: Κατά τας πληροφορίας, αι αρμόδιαι υπηρεσίαι προβαίνουν εις τας αναγκαίας ενεργείας διά την ταχείαν διεκπεραίωσιν των εκκρεμοτήτων. Εις την σύσκεψιν μετέσχον εκπρόσωποι των ενδιαφερομένων οργανώσεων, οίτινες εξέθεσαν τας απόψεις των και υπέβαλον σχετικά υπομνήματα. Ο αρμόδιος υπουργός ετόνισεν ότι η κυβέρνησις θα εξετάση μετά προσοχής όλα τα θέματα και θα λάβη τας δεούσας αποφάσεις εντός της προσεχούς εβδομάδος, ώστε να ικανοποιηθούν τα δίκαια αιτήματα. Ωσαύτως ανεκοινώθη ότι θα συγκροτηθή ειδική επιτροπή διά την μελέτην του ζητήματος εις βάθος και την υποβολήν σχετικού πορίσματος.: [261, 181, 345, 291]
- story-body-filler: Κατά τας πληροφορίας, αι αρμόδιαι υπηρεσίαι προβαίνουν εις τας αναγκαίας ενεργείας διά την ταχείαν διεκπεραίωσιν των εκκρεμοτήτων. Εις την σύσκεψιν μετέσχον εκπρόσωποι των ενδιαφερομένων οργανώσεων, οίτινες εξέθεσαν τας απόψεις των και υπέβαλον σχετικά υπομνήματα. Ο αρμόδιος υπουργός ετόνισεν ότι η κυβέρνησις θα εξετάση μετά προσοχής όλα τα θέματα και θα λάβη τας δεούσας αποφάσεις εντός της προσεχούς εβδομάδος, ώστε να ικανοποιηθούν τα δίκαια αιτήματα. Ωσαύτως ανεκοινώθη ότι θα συγκροτηθή ειδική επιτροπή διά την μελέτην του ζητήματος εις βάθος και την υποβολήν σχετικού πορίσματος.: [87, 1348, 165, 1464]
- news-story: [173, 151, 345, 291]
- story-separator: [173, 1187, 345, 1188]
- story-body-filler: Κατά τας πληροφορίας, αι αρμόδιαι υπηρεσίαι προβαίνουν εις τας αναγκαίας ενεργείας διά την ταχείαν διεκπεραίωσιν των εκκρεμοτήτων. Εις την σύσκεψιν μετέσχον εκπρόσωποι των ενδιαφερομένων οργανώσεων, οίτινες εξέθεσαν τας απόψεις των και υπέβαλον σχετικά υπομνήματα. Ο αρμόδιος υπουργός ετόνισεν ότι η κυβέρνησις θα εξετάση μετά προσοχής όλα τα θέματα και θα λάβη τας δεούσας αποφάσεις εντός της προσεχούς εβδομάδος, ώστε να ικανοποιηθούν τα δίκαια αιτήματα. Ωσαύτως ανεκοινώθη ότι θα συγκροτηθή ειδική επιτροπή διά την μελέτην του ζητήματος εις βάθος και την υποβολήν σχετικού πορίσματος.: [573, 1168, 693, 1240]
- story-body-filler: Κατά τας πληροφορίας, αι αρμόδιαι υπηρεσίαι προβαίνουν εις τας αναγκαίας ενεργείας διά την ταχείαν διεκπεραίωσιν των εκκρεμοτήτων. Εις την σύσκεψιν μετέσχον εκπρόσωποι των ενδιαφερομένων οργανώσεων, οίτινες εξέθεσαν τας απόψεις των και υπέβαλον σχετικά υπομνήματα. Ο αρμόδιος υπουργός ετόνισεν ότι η κυβέρνησις θα εξετάση μετά προσοχής όλα τα θέματα και θα λάβη τας δεούσας αποφάσεις εντός της προσεχούς εβδομάδος, ώστε να ικανοποιηθούν τα δίκαια αιτήματα. Ωσαύτως ανεκοινώθη ότι θα συγκροτηθή ειδική επιτροπή διά την μελέτην του ζητήματος εις βάθος και την υποβολήν σχετικού πορίσματος.: [826, 497, 948, 568]
- story-dateline: Κατεδικάσθη εις τετράμηνον φυλάκισιν διά ανθρωποκτονίαν εξ αμελείας.: [173, 1062, 257, 1078]
- story-body-filler: Κατά τας πληροφορίας, αι αρμόδιαι υπηρεσίαι προβαίνουν εις τας αναγκαίας ενεργείας διά την ταχείαν διεκπεραίωσιν των εκκρεμοτήτων. Εις την σύσκεψιν μετέσχον εκπρόσωποι των ενδιαφερομένων οργανώσεων, οίτινες εξέθεσαν τας απόψεις των και υπέβαλον σχετικά υπομνήματα. Ο αρμόδιος υπουργός ετόνισεν ότι η κυβέρνησις θα εξετάση μετά προσοχής όλα τα θέματα και θα λάβη τας δεούσας αποφάσεις εντός της προσεχούς εβδομάδος, ώστε να ικανοποιηθούν τα δίκαια αιτήματα. Ωσαύτως ανεκοινώθη ότι θα συγκροτηθή ειδική επιτροπή διά την μελέτην του ζητήματος εις βάθος και την υποβολήν σχετικού πορίσματος.: [461, 576, 565, 664]
- story-body: [353, 714, 565, 858]
- story-headline: ΑΝΩΤΑΤΟΝ ΤΣΕΧΟΣΛΟΒΑΚΙΚΟΝ ΔΙΚΑΣΤΗΡΙΟΝ ΑΠΕΚΑΤΕΣΤΗΣΕ ΤΟΝ ΕΚΤΕΛΕΣΘΕΝΤΑ ΣΛΑΝΣΚΥ: [715, 1005, 934, 1025]
- news-story: [700, 1005, 948, 1110]
- news-story: [173, 1609, 345, 1742]
- news-story: [4, 2218, 165, 2355]
- story-body: [4, 1805, 165, 1921]
- story-body: [173, 1480, 345, 1602]
- story-separator: [4, 1141, 165, 1142]
- story-body-filler: Κατά τας πληροφορίας, αι αρμόδιαι υπηρεσίαι προβαίνουν εις τας αναγκαίας ενεργείας διά την ταχείαν διεκπεραίωσιν των εκκρεμοτήτων. Εις την σύσκεψιν μετέσχον εκπρόσωποι των ενδιαφερομένων οργανώσεων, οίτινες εξέθεσαν τας απόψεις των και υπέβαλον σχετικά υπομνήματα. Ο αρμόδιος υπουργός ετόνισεν ότι η κυβέρνησις θα εξετάση μετά προσοχής όλα τα θέματα και θα λάβη τας δεούσας αποφάσεις εντός της προσεχούς εβδομάδος, ώστε να ικανοποιηθούν τα δίκαια αιτήματα. Ωσαύτως ανεκοινώθη ότι θα συγκροτηθή ειδική επιτροπή διά την μελέτην του ζητήματος εις βάθος και την υποβολήν σχετικού πορίσματος.: [261, 1213, 345, 1323]
- story-headline: ΕΝΤΟΝΟΣ ΔΙΑΜΑΡΤΥΡΙΑ ΤΟΥ ΣΥΛΛΟΓΟΥ ΑΡΧΙΤΕΚΤΟΝΩΝ ΔΙΑ ΤΗΝ ΑΝΕΥ ΑΡΧΙΤΕΚΤΟΝΙΚΟΥ ΔΙΑΓΩΝΙΣΜΟΥ ΣΥΝΤΑΞΙΝ ΜΕΛΕΤΩΝ ΑΝΕΓΕΡΣΕΩΣ ΣΧΟΛΙΚΩΝ ΚΤΙΡΙΩΝ: [5, 2, 164, 45]
- story-dateline: ΑΘΗΝΑΙ, 9.— Κατ' ανακοίνωσιν του υπουργείου Εμπορικής Ναυτιλίας, κατά τον παρελθόντα μήνα Ιούλιον, ενηολογήθησαν υπό την ελληνικήν σημαίαν 19 πλοία.: [4, 225, 82, 258]
- story-body-filler: Κατά τας πληροφορίας, αι αρμόδιαι υπηρεσίαι προβαίνουν εις τας αναγκαίας ενεργείας διά την ταχείαν διεκπεραίωσιν των εκκρεμοτήτων. Εις την σύσκεψιν μετέσχον εκπρόσωποι των ενδιαφερομένων οργανώσεων, οίτινες εξέθεσαν τας απόψεις των και υπέβαλον σχετικά υπομνήματα. Ο αρμόδιος υπουργός ετόνισεν ότι η κυβέρνησις θα εξετάση μετά προσοχής όλα τα θέματα και θα λάβη τας δεούσας αποφάσεις εντός της προσεχούς εβδομάδος, ώστε να ικανοποιηθούν τα δίκαια αιτήματα. Ωσαύτως ανεκοινώθη ότι θα συγκροτηθή ειδική επιτροπή διά την μελέτην του ζητήματος εις βάθος και την υποβολήν σχετικού πορίσματος.: [4, 856, 165, 978]
- story-headline: ΔΙΚΑΣΤΑΙ ΤΩΝ ΑΝΗΛΙΚΩΝ ΘΑ ΑΠΟΣΤΑΛΟΥΝ ΔΙ' ΕΙΔΙΚΑΣ ΣΠΟΥΔΑΣ ΕΙΣ ΤΗΝ ΕΥΡΩΠΗΝ: [18, 665, 151, 696]
- story-body: [4, 225, 165, 358]
- story-body-filler: Κατά τας πληροφορίας, αι αρμόδιαι υπηρεσίαι προβαίνουν εις τας αναγκαίας ενεργείας διά την ταχείαν διεκπεραίωσιν των εκκρεμοτήτων. Εις την σύσκεψιν μετέσχον εκπρόσωποι των ενδιαφερομένων οργανώσεων, οίτινες εξέθεσαν τας απόψεις των και υπέβαλον σχετικά υπομνήματα. Ο αρμόδιος υπουργός ετόνισεν ότι η κυβέρνησις θα εξετάση μετά προσοχής όλα τα θέματα και θα λάβη τας δεούσας αποφάσεις εντός της προσεχούς εβδομάδος, ώστε να ικανοποιηθούν τα δίκαια αιτήματα. Ωσαύτως ανεκοινώθη ότι θα συγκροτηθή ειδική επιτροπή διά την μελέτην του ζητήματος εις βάθος και την υποβολήν σχετικού πορίσματος.: [173, 331, 345, 447]
- story-dateline: ΧΟΛΛΥΓΟΥΝΤ, 9.— Γνωστοί ηθοποιοί θα λάβουν μέρος εις την πορείαν εν Ουασιγκτώνι.: [573, 421, 693, 432]
- news-story: [173, 896, 345, 1036]
- news-story: [353, 1039, 565, 1205]
- story-separator: [173, 1466, 345, 1467]
- story-body-filler: Κατά τας πληροφορίας, αι αρμόδιαι υπηρεσίαι προβαίνουν εις τας αναγκαίας ενεργείας διά την ταχείαν διεκπεραίωσιν των εκκρεμοτήτων. Εις την σύσκεψιν μετέσχον εκπρόσωποι των ενδιαφερομένων οργανώσεων, οίτινες εξέθεσαν τας απόψεις των και υπέβαλον σχετικά υπομνήματα. Ο αρμόδιος υπουργός ετόνισεν ότι η κυβέρνησις θα εξετάση μετά προσοχής όλα τα θέματα και θα λάβη τας δεούσας αποφάσεις εντός της προσεχούς εβδομάδος, ώστε να ικανοποιηθούν τα δίκαια αιτήματα. Ωσαύτως ανεκοινώθη ότι θα συγκροτηθή ειδική επιτροπή διά την μελέτην του ζητήματος εις βάθος και την υποβολήν σχετικού πορίσματος.: [353, 714, 565, 854]
- story-body-filler: Κατά τας πληροφορίας, αι αρμόδιαι υπηρεσίαι προβαίνουν εις τας αναγκαίας ενεργείας διά την ταχείαν διεκπεραίωσιν των εκκρεμοτήτων. Εις την σύσκεψιν μετέσχον εκπρόσωποι των ενδιαφερομένων οργανώσεων, οίτινες εξέθεσαν τας απόψεις των και υπέβαλον σχετικά υπομνήματα. Ο αρμόδιος υπουργός ετόνισεν ότι η κυβέρνησις θα εξετάση μετά προσοχής όλα τα θέματα και θα λάβη τας δεούσας αποφάσεις εντός της προσεχούς εβδομάδος, ώστε να ικανοποιηθούν τα δίκαια αιτήματα. Ωσαύτως ανεκοινώθη ότι θα συγκροτηθή ειδική επιτροπή διά την μελέτην του ζητήματος εις βάθος και την υποβολήν σχετικού πορίσματος.: [573, 432, 693, 504]
- lead-story: [353, 2, 565, 278]
- story-body: [700, 1128, 948, 1212]
- story-body: [700, 1438, 948, 1516]
- story-separator: [173, 1884, 345, 1885]
- story-body-filler: Κατά τας πληροφορίας, αι αρμόδιαι υπηρεσίαι προβαίνουν εις τας αναγκαίας ενεργείας διά την ταχείαν διεκπεραίωσιν των εκκρεμοτήτων. Εις την σύσκεψιν μετέσχον εκπρόσωποι των ενδιαφερομένων οργανώσεων, οίτινες εξέθεσαν τας απόψεις των και υπέβαλον σχετικά υπομνήματα. Ο αρμόδιος υπουργός ετόνισεν ότι η κυβέρνησις θα εξετάση μετά προσοχής όλα τα θέματα και θα λάβη τας δεούσας αποφάσεις εντός της προσεχούς εβδομάδος, ώστε να ικανοποιηθούν τα δίκαια αιτήματα. Ωσαύτως ανεκοινώθη ότι θα συγκροτηθή ειδική επιτροπή διά την μελέτην του ζητήματος εις βάθος και την υποβολήν σχετικού πορίσματος.: [4, 1336, 165, 1469]
- story-body-filler: Κατά τας πληροφορίας, αι αρμόδιαι υπηρεσίαι προβαίνουν εις τας αναγκαίας ενεργείας διά την ταχείαν διεκπεραίωσιν των εκκρεμοτήτων. Εις την σύσκεψιν μετέσχον εκπρόσωποι των ενδιαφερομένων οργανώσεων, οίτινες εξέθεσαν τας απόψεις των και υπέβαλον σχετικά υπομνήματα. Ο αρμόδιος υπουργός ετόνισεν ότι η κυβέρνησις θα εξετάση μετά προσοχής όλα τα θέματα και θα λάβη τας δεούσας αποφάσεις εντός της προσεχούς εβδομάδος, ώστε να ικανοποιηθούν τα δίκαια αιτήματα. Ωσαύτως ανεκοινώθη ότι θα συγκροτηθή ειδική επιτροπή διά την μελέτην του ζητήματος εις βάθος και την υποβολήν σχετικού πορίσματος.: [173, 914, 345, 1031]
- story-body-filler: Κατά τας πληροφορίας, αι αρμόδιαι υπηρεσίαι προβαίνουν εις τας αναγκαίας ενεργείας διά την ταχείαν διεκπεραίωσιν των εκκρεμοτήτων. Εις την σύσκεψιν μετέσχον εκπρόσωποι των ενδιαφερομένων οργανώσεων, οίτινες εξέθεσαν τας απόψεις των και υπέβαλον σχετικά υπομνήματα. Ο αρμόδιος υπουργός ετόνισεν ότι η κυβέρνησις θα εξετάση μετά προσοχής όλα τα θέματα και θα λάβη τας δεούσας αποφάσεις εντός της προσεχούς εβδομάδος, ώστε να ικανοποιηθούν τα δίκαια αιτήματα. Ωσαύτως ανεκοινώθη ότι θα συγκροτηθή ειδική επιτροπή διά την μελέτην του ζητήματος εις βάθος και την υποβολήν σχετικού πορίσματος.: [826, 181, 948, 252]
- news-story: [700, 260, 948, 366]
- story-body: [700, 282, 948, 365]
- story-body-filler: Κατά τας πληροφορίας, αι αρμόδιαι υπηρεσίαι προβαίνουν εις τας αναγκαίας ενεργείας διά την ταχείαν διεκπεραίωσιν των εκκρεμοτήτων. Εις την σύσκεψιν μετέσχον εκπρόσωποι των ενδιαφερομένων οργανώσεων, οίτινες εξέθεσαν τας απόψεις των και υπέβαλον σχετικά υπομνήματα. Ο αρμόδιος υπουργός ετόνισεν ότι η κυβέρνησις θα εξετάση μετά προσοχής όλα τα θέματα και θα λάβη τας δεούσας αποφάσεις εντός της προσεχούς εβδομάδος, ώστε να ικανοποιηθούν τα δίκαια αιτήματα. Ωσαύτως ανεκοινώθη ότι θα συγκροτηθή ειδική επιτροπή διά την μελέτην του ζητήματος εις βάθος και την υποβολήν σχετικού πορίσματος.: [173, 1062, 345, 1178]
- story-separator: [573, 2225, 693, 2226]
- news-story: [173, 1470, 345, 1602]
- news-story: [573, 394, 693, 576]
- story-separator: [173, 1745, 345, 1746]
- story-body-filler: Κατά τας πληροφορίας, αι αρμόδιαι υπηρεσίαι προβαίνουν εις τας αναγκαίας ενεργείας διά την ταχείαν διεκπεραίωσιν των εκκρεμοτήτων. Εις την σύσκεψιν μετέσχον εκπρόσωποι των ενδιαφερομένων οργανώσεων, οίτινες εξέθεσαν τας απόψεις των και υπέβαλον σχετικά υπομνήματα. Ο αρμόδιος υπουργός ετόνισεν ότι η κυβέρνησις θα εξετάση μετά προσοχής όλα τα θέματα και θα λάβη τας δεούσας αποφάσεις εντός της προσεχούς εβδομάδος, ώστε να ικανοποιηθούν τα δίκαια αιτήματα. Ωσαύτως ανεκοινώθη ότι θα συγκροτηθή ειδική επιτροπή διά την μελέτην του ζητήματος εις βάθος και την υποβολήν σχετικού πορίσματος.: [573, 877, 693, 949]
- story-dateline: ΗΝΩΜΕΝΑ ΕΘΝΗ, 9.— Ο αντιπρόσωπος της Σοβιετικής Ενώσεως εδήλωσεν ότι η χώρα του θα δεχθή την τροποποίησιν.: [700, 168, 822, 186]
- news-story: [4, 1145, 165, 1296]
- story-dateline: ΑΘΗΝΑΙ, 9.— Η Βουλή εψήφισε χθες το νομοσχέδιον περί παροχής δώρου εις τους οικοδόμους.: [353, 714, 457, 731]
- story-body: [353, 1245, 565, 1383]
- story-body-filler: Κατά τας πληροφορίας, αι αρμόδιαι υπηρεσίαι προβαίνουν εις τας αναγκαίας ενεργείας διά την ταχείαν διεκπεραίωσιν των εκκρεμοτήτων. Εις την σύσκεψιν μετέσχον εκπρόσωποι των ενδιαφερομένων οργανώσεων, οίτινες εξέθεσαν τας απόψεις των και υπέβαλον σχετικά υπομνήματα. Ο αρμόδιος υπουργός ετόνισεν ότι η κυβέρνησις θα εξετάση μετά προσοχής όλα τα θέματα και θα λάβη τας δεούσας αποφάσεις εντός της προσεχούς εβδομάδος, ώστε να ικανοποιηθούν τα δίκαια αιτήματα. Ωσαύτως ανεκοινώθη ότι θα συγκροτηθή ειδική επιτροπή διά την μελέτην του ζητήματος εις βάθος και την υποβολήν σχετικού πορίσματος.: [461, 1295, 565, 1383]
- news-story: [173, 460, 345, 592]
- story-headline: ΑΝΕΠΑΡΚΕΣ ΘΕΩΡΕΙ ΤΟ ΣΥΜΒΟΥΛΙΟΝ ΤΟΥ ΝΑΤΟ Ο ΥΠΑΡΧΗΓΟΣ ΤΩΝ ΒΡΕΤΑΝΝΩΝ ΕΡΓΑΤΙΚΩΝ: [707, 259, 941, 281]
- news-story: [700, 689, 948, 782]
- story-dateline: ΙΩΑΝΝΙΝΑ, 9.— Αφίκετο εις Ιωάννινα ο υπουργός Εθνικής Αμύνης διά να επιθεωρήση τας ενταύθα μονάδας.: [4, 529, 82, 552]
- story-dateline: ΚΑΡΛΣΡΟΥΗ, 9.— Το ομοσπονδιακόν δικαστήριον κατεδίκασεν εις τριετή φυλάκισιν κατάσκοπον.: [573, 29, 693, 46]
- story-body-filler: Κατά τας πληροφορίας, αι αρμόδιαι υπηρεσίαι προβαίνουν εις τας αναγκαίας ενεργείας διά την ταχείαν διεκπεραίωσιν των εκκρεμοτήτων. Εις την σύσκεψιν μετέσχον εκπρόσωποι των ενδιαφερομένων οργανώσεων, οίτινες εξέθεσαν τας απόψεις των και υπέβαλον σχετικά υπομνήματα. Ο αρμόδιος υπουργός ετόνισεν ότι η κυβέρνησις θα εξετάση μετά προσοχής όλα τα θέματα και θα λάβη τας δεούσας αποφάσεις εντός της προσεχούς εβδομάδος, ώστε να ικανοποιηθούν τα δίκαια αιτήματα. Ωσαύτως ανεκοινώθη ότι θα συγκροτηθή ειδική επιτροπή διά την μελέτην του ζητήματος εις βάθος και την υποβολήν σχετικού πορίσματος.: [261, 33, 345, 143]
- story-separator: [4, 987, 165, 989]
- story-separator: [173, 1039, 345, 1040]
- story-headline: Ο ΠΡΟΕΔΡΟΣ ΤΟΥ ΟΡΓΑΝΙΣΜΟΥ ΤΟΥΡΙΣΜΟΥ ΔΙΑΨΕΥΔΕΙ ΟΤΙ ΕΜΕΙΩΘΗ Ο ΑΡΙΘΜΟΣ ΤΩΝ ΞΕΝΩΝ ΤΟΥΡΙΣΤΩΝ: [358, 282, 560, 313]
- story-headline: ΤΟ ΕΡΓΑΣΤΗΡΙΟΝ ΞΥΛΟΤΕΧΝΙΑΣ ΤΗ ΣΚΑΛΑΜΠΑΚΑΣ: [194, 747, 324, 765]
- story-separator: [700, 786, 948, 787]
- story-dateline: ΝΕΑ ΥΟΡΚΗ, 9.— Η εφημερίς δημοσιεύει εκτενές άρθρον.: [573, 1156, 693, 1168]
- story-separator: [700, 1316, 948, 1317]
- story-headline: ΑΠΟ ΤΗΝ ΝΕΑΝ ΖΙΧΝΗΝ: [41, 2072, 128, 2082]
- story-dateline: ΝΕΑ ΥΟΡΚΗ, 9.— Οι ζωόφιλοι διαμαρτύρονται διά την χρησιμοποίησιν ζώων εις πειράματα.: [700, 913, 822, 925]
- story-headline: ΜΙΚΡΑ ΕΓΧΩΡΙΑ ΝΕΑ: [221, 1469, 298, 1479]
- story-dateline: ΑΘΗΝΑΙ, 9.— Ο υπουργός Δικαιοσύνης απεφάσισε την αποστολήν δικαστών ανηλίκων εις την Ευρώπην δι' ειδικάς σπουδάς.: [4, 698, 82, 725]
- story-dateline: Υπό του τριμελούς πλημμελειοδικείου κατεδικάσθησαν διά υπεξαίρεσιν.: [173, 1201, 257, 1218]
- story-dateline: ΒΙΕΝΝΗ, 9.— Το ανώτατον δικαστήριον της Τσεχοσλοβακίας αποκατέστησε τον Σλάνσκυ.: [700, 1027, 822, 1038]
- story-separator: [353, 1209, 565, 1210]
- column-1: [0, 0, 169, 2355]
- story-body: [700, 699, 948, 782]
- story-body-filler: Κατά τας πληροφορίας, αι αρμόδιαι υπηρεσίαι προβαίνουν εις τας αναγκαίας ενεργείας διά την ταχείαν διεκπεραίωσιν των εκκρεμοτήτων. Εις την σύσκεψιν μετέσχον εκπρόσωποι των ενδιαφερομένων οργανώσεων, οίτινες εξέθεσαν τας απόψεις των και υπέβαλον σχετικά υπομνήματα. Ο αρμόδιος υπουργός ετόνισεν ότι η κυβέρνησις θα εξετάση μετά προσοχής όλα τα θέματα και θα λάβη τας δεούσας αποφάσεις εντός της προσεχούς εβδομάδος, ώστε να ικανοποιηθούν τα δίκαια αιτήματα. Ωσαύτως ανεκοινώθη ότι θα συγκροτηθή ειδική επιτροπή διά την μελέτην του ζητήματος εις βάθος και την υποβολήν σχετικού πορίσματος.: [353, 732, 457, 820]
- story-body: [353, 520, 565, 663]
- news-story: [573, 2047, 693, 2222]
- story-separator: [4, 2214, 165, 2215]
- story-body: [4, 46, 165, 184]
- story-body-filler: Κατά τας πληροφορίας, αι αρμόδιαι υπηρεσίαι προβαίνουν εις τας αναγκαίας ενεργείας διά την ταχείαν διεκπεραίωσιν των εκκρεμοτήτων. Εις την σύσκεψιν μετέσχον εκπρόσωποι των ενδιαφερομένων οργανώσεων, οίτινες εξέθεσαν τας απόψεις των και υπέβαλον σχετικά υπομνήματα. Ο αρμόδιος υπουργός ετόνισεν ότι η κυβέρνησις θα εξετάση μετά προσοχής όλα τα θέματα και θα λάβη τας δεούσας αποφάσεις εντός της προσεχούς εβδομάδος, ώστε να ικανοποιηθούν τα δίκαια αιτήματα. Ωσαύτως ανεκοινώθη ότι θα συγκροτηθή ειδική επιτροπή διά την μελέτην του ζητήματος εις βάθος και την υποβολήν σχετικού πορίσματος.: [173, 482, 257, 592]
- story-body-filler: Κατά τας πληροφορίας, αι αρμόδιαι υπηρεσίαι προβαίνουν εις τας αναγκαίας ενεργείας διά την ταχείαν διεκπεραίωσιν των εκκρεμοτήτων. Εις την σύσκεψιν μετέσχον εκπρόσωποι των ενδιαφερομένων οργανώσεων, οίτινες εξέθεσαν τας απόψεις των και υπέβαλον σχετικά υπομνήματα. Ο αρμόδιος υπουργός ετόνισεν ότι η κυβέρνησις θα εξετάση μετά προσοχής όλα τα θέματα και θα λάβη τας δεούσας αποφάσεις εντός της προσεχούς εβδομάδος, ώστε να ικανοποιηθούν τα δίκαια αιτήματα. Ωσαύτως ανεκοινώθη ότι θα συγκροτηθή ειδική επιτροπή διά την μελέτην του ζητήματος εις βάθος και την υποβολήν σχετικού πορίσματος.: [4, 1938, 165, 2060]
- story-dateline: ΠΑΡΙΣΙΟΙ, 9.— Η Γαλλία θα χορηγήση δάνειον εις την Τυνησίαν.: [700, 598, 822, 609]
- story-headline: ΕΠΕΣΤΡΕΨΕΝ ΕΚ ΤΟΥΡΚΙΑΣ Ο Κ. ΠΙΠΙΝΗΣ: [749, 372, 900, 382]
- story-body-filler: Κατά τας πληροφορίας, αι αρμόδιαι υπηρεσίαι προβαίνουν εις τας αναγκαίας ενεργείας διά την ταχείαν διεκπεραίωσιν των εκκρεμοτήτων. Εις την σύσκεψιν μετέσχον εκπρόσωποι των ενδιαφερομένων οργανώσεων, οίτινες εξέθεσαν τας απόψεις των και υπέβαλον σχετικά υπομνήματα. Ο αρμόδιος υπουργός ετόνισεν ότι η κυβέρνησις θα εξετάση μετά προσοχής όλα τα θέματα και θα λάβη τας δεούσας αποφάσεις εντός της προσεχούς εβδομάδος, ώστε να ικανοποιηθούν τα δίκαια αιτήματα. Ωσαύτως ανεκοινώθη ότι θα συγκροτηθή ειδική επιτροπή διά την μελέτην του ζητήματος εις βάθος και την υποβολήν σχετικού πορίσματος.: [261, 778, 345, 888]
- story-headline: ΓΝΩΣΤΟΤΑΤΟΙ ΗΘΟΠΟΙΟΙ ΘΑ ΜΕΤΑΣΧΟΥΝ ΤΗΣ ΑΝΤΙΦΥΛΕΤΙΚΗΣ ΠΟΡΕΙΑΣ: [580, 393, 685, 419]
- story-separator: [4, 2069, 165, 2070]
- story-body: [4, 384, 165, 512]
- story-separator: [173, 1326, 345, 1328]
- story-body: [573, 1702, 693, 1858]
- story-headline: Η ΕΛΛΗΝΟΠΟΛΩΝΙΚΗ ΕΜΠΟΡΙΚΗ ΣΥΜΦΩΝΙΑ: [591, 1865, 675, 1882]
- story-body-filler: Κατά τας πληροφορίας, αι αρμόδιαι υπηρεσίαι προβαίνουν εις τας αναγκαίας ενεργείας διά την ταχείαν διεκπεραίωσιν των εκκρεμοτήτων. Εις την σύσκεψιν μετέσχον εκπρόσωποι των ενδιαφερομένων οργανώσεων, οίτινες εξέθεσαν τας απόψεις των και υπέβαλον σχετικά υπομνήματα. Ο αρμόδιος υπουργός ετόνισεν ότι η κυβέρνησις θα εξετάση μετά προσοχής όλα τα θέματα και θα λάβη τας δεούσας αποφάσεις εντός της προσεχούς εβδομάδος, ώστε να ικανοποιηθούν τα δίκαια αιτήματα. Ωσαύτως ανεκοινώθη ότι θα συγκροτηθή ειδική επιτροπή διά την μελέτην του ζητήματος εις βάθος και την υποβολήν σχετικού πορίσματος.: [261, 343, 345, 453]
- story-body-filler: Κατά τας πληροφορίας, αι αρμόδιαι υπηρεσίαι προβαίνουν εις τας αναγκαίας ενεργείας διά την ταχείαν διεκπεραίωσιν των εκκρεμοτήτων. Εις την σύσκεψιν μετέσχον εκπρόσωποι των ενδιαφερομένων οργανώσεων, οίτινες εξέθεσαν τας απόψεις των και υπέβαλον σχετικά υπομνήματα. Ο αρμόδιος υπουργός ετόνισεν ότι η κυβέρνησις θα εξετάση μετά προσοχής όλα τα θέματα και θα λάβη τας δεούσας αποφάσεις εντός της προσεχούς εβδομάδος, ώστε να ικανοποιηθούν τα δίκαια αιτήματα. Ωσαύτως ανεκοινώθη ότι θα συγκροτηθή ειδική επιτροπή διά την μελέτην του ζητήματος εις βάθος και την υποβολήν σχετικού πορίσματος.: [87, 542, 165, 657]
- story-headline: ΣΥΝΤΟΜΟΙ ΕΡΓΑΤΙΚΑΙ ΕΙΔΗΣΕΙΣ: [13, 1634, 156, 1645]
- story-headline: 3.000 ΣΤΕΓΑΣΤΙΚΑ ΔΑΝΕΙΑ ΘΑ ΧΟΡΗΓΗΣΗ Ο ΟΡΓΑΝΙΣΜΟΣ ΚΑΤΟΙΚΙΑΣ ΤΟΝ ΣΕΠΤΕΜΒΡΙΟΝ: [177, 2, 342, 20]
- story-body-filler: Κατά τας πληροφορίας, αι αρμόδιαι υπηρεσίαι προβαίνουν εις τας αναγκαίας ενεργείας διά την ταχείαν διεκπεραίωσιν των εκκρεμοτήτων. Εις την σύσκεψιν μετέσχον εκπρόσωποι των ενδιαφερομένων οργανώσεων, οίτινες εξέθεσαν τας απόψεις των και υπέβαλον σχετικά υπομνήματα. Ο αρμόδιος υπουργός ετόνισεν ότι η κυβέρνησις θα εξετάση μετά προσοχής όλα τα θέματα και θα λάβη τας δεούσας αποφάσεις εντός της προσεχούς εβδομάδος, ώστε να ικανοποιηθούν τα δίκαια αιτήματα. Ωσαύτως ανεκοινώθη ότι θα συγκροτηθή ειδική επιτροπή διά την μελέτην του ζητήματος εις βάθος και την υποβολήν σχετικού πορίσματος.: [173, 1201, 345, 1318]
- story-separator: [573, 1498, 693, 1499]
- news-story: [573, 1502, 693, 1676]
- story-body-filler: Κατά τας πληροφορίας, αι αρμόδιαι υπηρεσίαι προβαίνουν εις τας αναγκαίας ενεργείας διά την ταχείαν διεκπεραίωσιν των εκκρεμοτήτων. Εις την σύσκεψιν μετέσχον εκπρόσωποι των ενδιαφερομένων οργανώσεων, οίτινες εξέθεσαν τας απόψεις των και υπέβαλον σχετικά υπομνήματα. Ο αρμόδιος υπουργός ετόνισεν ότι η κυβέρνησις θα εξετάση μετά προσοχής όλα τα θέματα και θα λάβη τας δεούσας αποφάσεις εντός της προσεχούς εβδομάδος, ώστε να ικανοποιηθούν τα δίκαια αιτήματα. Ωσαύτως ανεκοινώθη ότι θα συγκροτηθή ειδική επιτροπή διά την μελέτην του ζητήματος εις βάθος και την υποβολήν σχετικού πορίσματος.: [353, 1245, 565, 1379]
- story-separator: [173, 294, 345, 296]
- story-body: [4, 1499, 165, 1627]
- story-headline: ΕΚΤΑΚΤΑ ΔΡΟΜΟΛΟΓΙΑ ΕΚ ΠΕΙΡΑΙΩΣ ΕΙΣ ΤΗΝΟΝ: [735, 688, 913, 698]
- story-dateline: ΒΑΙΜΑΡΗ, 9.— Το πρώην στρατόπεδον συγκεντρώσεως μετεβλήθη εις κέντρον προπαγάνδας.: [573, 225, 693, 241]
- story-body-filler: Κατά τας πληροφορίας, αι αρμόδιαι υπηρεσίαι προβαίνουν εις τας αναγκαίας ενεργείας διά την ταχείαν διεκπεραίωσιν των εκκρεμοτήτων. Εις την σύσκεψιν μετέσχον εκπρόσωποι των ενδιαφερομένων οργανώσεων, οίτινες εξέθεσαν τας απόψεις των και υπέβαλον σχετικά υπομνήματα. Ο αρμόδιος υπουργός ετόνισεν ότι η κυβέρνησις θα εξετάση μετά προσοχής όλα τα θέματα και θα λάβη τας δεούσας αποφάσεις εντός της προσεχούς εβδομάδος, ώστε να ικανοποιηθούν τα δίκαια αιτήματα. Ωσαύτως ανεκοινώθη ότι θα συγκροτηθή ειδική επιτροπή διά την μελέτην του ζητήματος εις βάθος και την υποβολήν σχετικού πορίσματος.: [700, 1445, 822, 1516]
- story-body-filler: Κατά τας πληροφορίας, αι αρμόδιαι υπηρεσίαι προβαίνουν εις τας αναγκαίας ενεργείας διά την ταχείαν διεκπεραίωσιν των εκκρεμοτήτων. Εις την σύσκεψιν μετέσχον εκπρόσωποι των ενδιαφερομένων οργανώσεων, οίτινες εξέθεσαν τας απόψεις των και υπέβαλον σχετικά υπομνήματα. Ο αρμόδιος υπουργός ετόνισεν ότι η κυβέρνησις θα εξετάση μετά προσοχής όλα τα θέματα και θα λάβη τας δεούσας αποφάσεις εντός της προσεχούς εβδομάδος, ώστε να ικανοποιηθούν τα δίκαια αιτήματα. Ωσαύτως ανεκοινώθη ότι θα συγκροτηθή ειδική επιτροπή διά την μελέτην του ζητήματος εις βάθος και την υποβολήν σχετικού πορίσματος.: [573, 805, 693, 876]
- story-headline: ΕΙΣ ΤΡΙΕΤΗ ΦΥΛΑΚΙΣΙΝ ΚΑΤΕΔΙΚΑΣΘΗ Ο ΚΑΤΑΣΚΟΠΟΣ ΤΗΣ ΑΝ. ΓΕΡΜΑΝΙΑΣ: [575, 2, 690, 28]
- story-dateline: ΛΟΝΔΙΝΟΝ, 9.— Βρεταννός νευροψυχίατρος ισχυρίζεται ότι η αλλαγή φύλου είναι ζήτημα αυθυποβολής.: [700, 812, 822, 829]
- story-dateline: Εις την οικίαν του ευρέθη νεκρός συνταξιούχος.: [173, 1341, 257, 1352]
- story-body-filler: Κατά τας πληροφορίας, αι αρμόδιαι υπηρεσίαι προβαίνουν εις τας αναγκαίας ενεργείας διά την ταχείαν διεκπεραίωσιν των εκκρεμοτήτων. Εις την σύσκεψιν μετέσχον εκπρόσωποι των ενδιαφερομένων οργανώσεων, οίτινες εξέθεσαν τας απόψεις των και υπέβαλον σχετικά υπομνήματα. Ο αρμόδιος υπουργός ετόνισεν ότι η κυβέρνησις θα εξετάση μετά προσοχής όλα τα θέματα και θα λάβη τας δεούσας αποφάσεις εντός της προσεχούς εβδομάδος, ώστε να ικανοποιηθούν τα δίκαια αιτήματα. Ωσαύτως ανεκοινώθη ότι θα συγκροτηθή ειδική επιτροπή διά την μελέτην του ζητήματος εις βάθος και την υποβολήν σχετικού πορίσματος.: [826, 913, 948, 985]
- news-story: [4, 1477, 165, 1627]
- story-body: [573, 1338, 693, 1494]
- story-body-filler: Κατά τας πληροφορίας, αι αρμόδιαι υπηρεσίαι προβαίνουν εις τας αναγκαίας ενεργείας διά την ταχείαν διεκπεραίωσιν των εκκρεμοτήτων. Εις την σύσκεψιν μετέσχον εκπρόσωποι των ενδιαφερομένων οργανώσεων, οίτινες εξέθεσαν τας απόψεις των και υπέβαλον σχετικά υπομνήματα. Ο αρμόδιος υπουργός ετόνισεν ότι η κυβέρνησις θα εξετάση μετά προσοχής όλα τα θέματα και θα λάβη τας δεούσας αποφάσεις εντός της προσεχούς εβδομάδος, ώστε να ικανοποιηθούν τα δίκαια αιτήματα. Ωσαύτως ανεκοινώθη ότι θα συγκροτηθή ειδική επιτροπή διά την μελέτην του ζητήματος εις βάθος και την υποβολήν σχετικού πορίσματος.: [573, 1422, 693, 1494]
- story-body-filler: Κατά τας πληροφορίας, αι αρμόδιαι υπηρεσίαι προβαίνουν εις τας αναγκαίας ενεργείας διά την ταχείαν διεκπεραίωσιν των εκκρεμοτήτων. Εις την σύσκεψιν μετέσχον εκπρόσωποι των ενδιαφερομένων οργανώσεων, οίτινες εξέθεσαν τας απόψεις των και υπέβαλον σχετικά υπομνήματα. Ο αρμόδιος υπουργός ετόνισεν ότι η κυβέρνησις θα εξετάση μετά προσοχής όλα τα θέματα και θα λάβη τας δεούσας αποφάσεις εντός της προσεχούς εβδομάδος, ώστε να ικανοποιηθούν τα δίκαια αιτήματα. Ωσαύτως ανεκοινώθη ότι θα συγκροτηθή ειδική επιτροπή διά την μελέτην του ζητήματος εις βάθος και την υποβολήν σχετικού πορίσματος.: [4, 698, 165, 830]
- story-body: [573, 2066, 693, 2222]
- news-story: [573, 1138, 693, 1312]
- story-headline: Ο ΥΠΟΥΡΓΟΣ ΔΗΜ. ΕΡΓΩΝ ΕΙΣ ΗΠΕΙΡΟΝ ΚΑΙ ΚΑΡΔΙΤΣΑΝ: [577, 2228, 688, 2246]
- story-body-filler: Κατά τας πληροφορίας, αι αρμόδιαι υπηρεσίαι προβαίνουν εις τας αναγκαίας ενεργείας διά την ταχείαν διεκπεραίωσιν των εκκρεμοτήτων. Εις την σύσκεψιν μετέσχον εκπρόσωποι των ενδιαφερομένων οργανώσεων, οίτινες εξέθεσαν τας απόψεις των και υπέβαλον σχετικά υπομνήματα. Ο αρμόδιος υπουργός ετόνισεν ότι η κυβέρνησις θα εξετάση μετά προσοχής όλα τα θέματα και θα λάβη τας δεούσας αποφάσεις εντός της προσεχούς εβδομάδος, ώστε να ικανοποιηθούν τα δίκαια αιτήματα. Ωσαύτως ανεκοινώθη ότι θα συγκροτηθή ειδική επιτροπή διά την μελέτην του ζητήματος εις βάθος και την υποβολήν σχετικού πορίσματος.: [87, 868, 165, 984]
- story-separator: [700, 369, 948, 371]
- story-dateline: ΑΘΗΝΑΙ, 9.— Ο πρόεδρος της Ενώσεως Κέντρου κ. Παπανδρέου έδωσε σήμερον συνέντευξιν.: [173, 618, 257, 635]
- news-story: [573, 1683, 693, 1858]
- story-body-filler: Κατά τας πληροφορίας, αι αρμόδιαι υπηρεσίαι προβαίνουν εις τας αναγκαίας ενεργείας διά την ταχείαν διεκπεραίωσιν των εκκρεμοτήτων. Εις την σύσκεψιν μετέσχον εκπρόσωποι των ενδιαφερομένων οργανώσεων, οίτινες εξέθεσαν τας απόψεις των και υπέβαλον σχετικά υπομνήματα. Ο αρμόδιος υπουργός ετόνισεν ότι η κυβέρνησις θα εξετάση μετά προσοχής όλα τα θέματα και θα λάβη τας δεούσας αποφάσεις εντός της προσεχούς εβδομάδος, ώστε να ικανοποιηθούν τα δίκαια αιτήματα. Ωσαύτως ανεκοινώθη ότι θα συγκροτηθή ειδική επιτροπή διά την μελέτην του ζητήματος εις βάθος και την υποβολήν σχετικού πορίσματος.: [87, 396, 165, 512]
- story-headline: ΚΗΔΕΥΕΤΑΙ ΣΗΜΕΡΟΝ ΕΙΣ ΤΗΝ ΒΟΣΤΩΝΗΝ ΤΟ ΝΕΟΓΕΝΝΗΤΟΝ ΤΟΥ ΖΕΥΓΟΥΣ ΚΕΝΝΕΝΤΥ: [354, 865, 564, 886]
- story-separator: [4, 1924, 165, 1925]
- story-body: [573, 1156, 693, 1312]
- story-body-filler: Κατά τας πληροφορίας, αι αρμόδιαι υπηρεσίαι προβαίνουν εις τας αναγκαίας ενεργείας διά την ταχείαν διεκπεραίωσιν των εκκρεμοτήτων. Εις την σύσκεψιν μετέσχον εκπρόσωποι των ενδιαφερομένων οργανώσεων, οίτινες εξέθεσαν τας απόψεις των και υπέβαλον σχετικά υπομνήματα. Ο αρμόδιος υπουργός ετόνισεν ότι η κυβέρνησις θα εξετάση μετά προσοχής όλα τα θέματα και θα λάβη τας δεούσας αποφάσεις εντός της προσεχούς εβδομάδος, ώστε να ικανοποιηθούν τα δίκαια αιτήματα. Ωσαύτως ανεκοινώθη ότι θα συγκροτηθή ειδική επιτροπή διά την μελέτην του ζητήματος εις βάθος και την υποβολήν σχετικού πορίσματος.: [353, 905, 457, 993]
- story-dateline: ΑΘΗΝΑΙ, 9.— Την 3ην Σεπτεμβρίου θα λήξη η προθεσμία υποβολής αιτήσεων των δικαιούχων.: [4, 384, 82, 406]
- story-body-filler: Κατά τας πληροφορίας, αι αρμόδιαι υπηρεσίαι προβαίνουν εις τας αναγκαίας ενεργείας διά την ταχείαν διεκπεραίωσιν των εκκρεμοτήτων. Εις την σύσκεψιν μετέσχον εκπρόσωποι των ενδιαφερομένων οργανώσεων, οίτινες εξέθεσαν τας απόψεις των και υπέβαλον σχετικά υπομνήματα. Ο αρμόδιος υπουργός ετόνισεν ότι η κυβέρνησις θα εξετάση μετά προσοχής όλα τα θέματα και θα λάβη τας δεούσας αποφάσεις εντός της προσεχούς εβδομάδος, ώστε να ικανοποιηθούν τα δίκαια αιτήματα. Ωσαύτως ανεκοινώθη ότι θα συγκροτηθή ειδική επιτροπή διά την μελέτην του ζητήματος εις βάθος και την υποβολήν σχετικού πορίσματος.: [700, 395, 822, 467]
- story-dateline: ΑΘΗΝΑΙ, 9.— Ο Οργανισμός συνήλθεν διά να εξετάση το θέμα των ανελκυστήρων.: [173, 169, 257, 186]
- news-story: [173, 299, 345, 453]
- story-deck: ΕΝ ΖΩΗΡΑ ΑΓΑΝΑΚΤΗΣΕΙ ΟΙ ΕΠΑΓΓΕΛΜΑΤΟΒΙΟΤΕΧΝΑΙ: [359, 509, 559, 519]
- story-body-filler: Κατά τας πληροφορίας, αι αρμόδιαι υπηρεσίαι προβαίνουν εις τας αναγκαίας ενεργείας διά την ταχείαν διεκπεραίωσιν των εκκρεμοτήτων. Εις την σύσκεψιν μετέσχον εκπρόσωποι των ενδιαφερομένων οργανώσεων, οίτινες εξέθεσαν τας απόψεις των και υπέβαλον σχετικά υπομνήματα. Ο αρμόδιος υπουργός ετόνισεν ότι η κυβέρνησις θα εξετάση μετά προσοχής όλα τα θέματα και θα λάβη τας δεούσας αποφάσεις εντός της προσεχούς εβδομάδος, ώστε να ικανοποιηθούν τα δίκαια αιτήματα. Ωσαύτως ανεκοινώθη ότι θα συγκροτηθή ειδική επιτροπή διά την μελέτην του ζητήματος εις βάθος και την υποβολήν σχετικού πορίσματος.: [700, 57, 822, 128]
- story-headline: Ο Κ. ΣΠΑΑΚ ΘΑ ΜΕΤΑΒΗ ΕΙΣ ΤΗΝ ΑΓΚΥΡΑΝ: [581, 1501, 685, 1518]
- news-story: [173, 2, 345, 143]
- story-dateline: ΡΟΔΟΣ, 9.— Εις την νήσον Σύμην εσημειώθη ελαφρός σεισμός.: [173, 1759, 257, 1771]
- story-headline: Η ΑΛΛΑΓΗ ΦΥΛΟΥ ΖΗΤΗΜΑ ΑΥΘΥΠΟΒΟΛΗΣ ΙΣΧΥΡΙΖΕΤΑΙ ΒΡΕΤΑΝΝΟΣ ΝΕΥΡΟΨΥΧΙΑΤΡΟΣ: [723, 790, 926, 811]
- story-dateline: ΚΟΜΟΤΗΝΗ, 9.— Κατέπλευσεν εις τον λιμένα φορτηγόν πλοίον.: [4, 2228, 82, 2245]
- story-body-filler: Κατά τας πληροφορίας, αι αρμόδιαι υπηρεσίαι προβαίνουν εις τας αναγκαίας ενεργείας διά την ταχείαν διεκπεραίωσιν των εκκρεμοτήτων. Εις την σύσκεψιν μετέσχον εκπρόσωποι των ενδιαφερομένων οργανώσεων, οίτινες εξέθεσαν τας απόψεις των και υπέβαλον σχετικά υπομνήματα. Ο αρμόδιος υπουργός ετόνισεν ότι η κυβέρνησις θα εξετάση μετά προσοχής όλα τα θέματα και θα λάβη τας δεούσας αποφάσεις εντός της προσεχούς εβδομάδος, ώστε να ικανοποιηθούν τα δίκαια αιτήματα. Ωσαύτως ανεκοινώθη ότι θα συγκροτηθή ειδική επιτροπή διά την μελέτην του ζητήματος εις βάθος και την υποβολήν σχετικού πορίσματος.: [173, 1771, 257, 1881]
- story-body-filler: Κατά τας πληροφορίας, αι αρμόδιαι υπηρεσίαι προβαίνουν εις τας αναγκαίας ενεργείας διά την ταχείαν διεκπεραίωσιν των εκκρεμοτήτων. Εις την σύσκεψιν μετέσχον εκπρόσωποι των ενδιαφερομένων οργανώσεων, οίτινες εξέθεσαν τας απόψεις των και υπέβαλον σχετικά υπομνήματα. Ο αρμόδιος υπουργός ετόνισεν ότι η κυβέρνησις θα εξετάση μετά προσοχής όλα τα θέματα και θα λάβη τας δεούσας αποφάσεις εντός της προσεχούς εβδομάδος, ώστε να ικανοποιηθούν τα δίκαια αιτήματα. Ωσαύτως ανεκοινώθη ότι θα συγκροτηθή ειδική επιτροπή διά την μελέτην του ζητήματος εις βάθος και την υποβολήν σχετικού πορίσματος.: [700, 509, 822, 580]
- story-body-filler: Κατά τας πληροφορίας, αι αρμόδιαι υπηρεσίαι προβαίνουν εις τας αναγκαίας ενεργείας διά την ταχείαν διεκπεραίωσιν των εκκρεμοτήτων. Εις την σύσκεψιν μετέσχον εκπρόσωποι των ενδιαφερομένων οργανώσεων, οίτινες εξέθεσαν τας απόψεις των και υπέβαλον σχετικά υπομνήματα. Ο αρμόδιος υπουργός ετόνισεν ότι η κυβέρνησις θα εξετάση μετά προσοχής όλα τα θέματα και θα λάβη τας δεούσας αποφάσεις εντός της προσεχούς εβδομάδος, ώστε να ικανοποιηθούν τα δίκαια αιτήματα. Ωσαύτως ανεκοινώθη ότι θα συγκροτηθή ειδική επιτροπή διά την μελέτην του ζητήματος εις βάθος και την υποβολήν σχετικού πορίσματος.: [700, 282, 948, 360]
- story-separator: [4, 516, 165, 517]
- story-body-filler: Κατά τας πληροφορίας, αι αρμόδιαι υπηρεσίαι προβαίνουν εις τας αναγκαίας ενεργείας διά την ταχείαν διεκπεραίωσιν των εκκρεμοτήτων. Εις την σύσκεψιν μετέσχον εκπρόσωποι των ενδιαφερομένων οργανώσεων, οίτινες εξέθεσαν τας απόψεις των και υπέβαλον σχετικά υπομνήματα. Ο αρμόδιος υπουργός ετόνισεν ότι η κυβέρνησις θα εξετάση μετά προσοχής όλα τα θέματα και θα λάβη τας δεούσας αποφάσεις εντός της προσεχούς εβδομάδος, ώστε να ικανοποιηθούν τα δίκαια αιτήματα. Ωσαύτως ανεκοινώθη ότι θα συγκροτηθή ειδική επιτροπή διά την μελέτην του ζητήματος εις βάθος και την υποβολήν σχετικού πορίσματος.: [700, 610, 822, 682]
- story-body-filler: Κατά τας πληροφορίας, αι αρμόδιαι υπηρεσίαι προβαίνουν εις τας αναγκαίας ενεργείας διά την ταχείαν διεκπεραίωσιν των εκκρεμοτήτων. Εις την σύσκεψιν μετέσχον εκπρόσωποι των ενδιαφερομένων οργανώσεων, οίτινες εξέθεσαν τας απόψεις των και υπέβαλον σχετικά υπομνήματα. Ο αρμόδιος υπουργός ετόνισεν ότι η κυβέρνησις θα εξετάση μετά προσοχής όλα τα θέματα και θα λάβη τας δεούσας αποφάσεις εντός της προσεχούς εβδομάδος, ώστε να ικανοποιηθούν τα δίκαια αιτήματα. Ωσαύτως ανεκοινώθη ότι θα συγκροτηθή ειδική επιτροπή διά την μελέτην του ζητήματος εις βάθος και την υποβολήν σχετικού πορίσματος.: [4, 384, 165, 512]
- story-body-filler: Κατά τας πληροφορίας, αι αρμόδιαι υπηρεσίαι προβαίνουν εις τας αναγκαίας ενεργείας διά την ταχείαν διεκπεραίωσιν των εκκρεμοτήτων. Εις την σύσκεψιν μετέσχον εκπρόσωποι των ενδιαφερομένων οργανώσεων, οίτινες εξέθεσαν τας απόψεις των και υπέβαλον σχετικά υπομνήματα. Ο αρμόδιος υπουργός ετόνισεν ότι η κυβέρνησις θα εξετάση μετά προσοχής όλα τα θέματα και θα λάβη τας δεούσας αποφάσεις εντός της προσεχούς εβδομάδος, ώστε να ικανοποιηθούν τα δίκαια αιτήματα. Ωσαύτως ανεκοινώθη ότι θα συγκροτηθή ειδική επιτροπή διά την μελέτην του ζητήματος εις βάθος και την υποβολήν σχετικού πορίσματος.: [700, 925, 822, 997]
- news-story: [173, 600, 345, 741]
- story-body-filler: Κατά τας πληροφορίας, αι αρμόδιαι υπηρεσίαι προβαίνουν εις τας αναγκαίας ενεργείας διά την ταχείαν διεκπεραίωσιν των εκκρεμοτήτων. Εις την σύσκεψιν μετέσχον εκπρόσωποι των ενδιαφερομένων οργανώσεων, οίτινες εξέθεσαν τας απόψεις των και υπέβαλον σχετικά υπομνήματα. Ο αρμόδιος υπουργός ετόνισεν ότι η κυβέρνησις θα εξετάση μετά προσοχής όλα τα θέματα και θα λάβη τας δεούσας αποφάσεις εντός της προσεχούς εβδομάδος, ώστε να ικανοποιηθούν τα δίκαια αιτήματα. Ωσαύτως ανεκοινώθη ότι θα συγκροτηθή ειδική επιτροπή διά την μελέτην του ζητήματος εις βάθος και την υποβολήν σχετικού πορίσματος.: [261, 1074, 345, 1184]
- story-headline: ΤΕΣΣΑΡΕΣ ΑΓΓΛΟΙ ΕΦΟΝΕΥΘΗΣΑΝ ΕΙΣ ΤΗΝ ΒΟΡΝΕΟ: [588, 765, 678, 791]
- story-dateline: ΑΘΗΝΑΙ, 9.— Την Τρίτην αναμένεται η ανακοίνωσις των μέτρων υπέρ των σταφιδοπαραγωγών της Κορινθιακής.: [4, 1163, 82, 1191]
- story-body: [173, 470, 345, 592]
- story-body-filler: Κατά τας πληροφορίας, αι αρμόδιαι υπηρεσίαι προβαίνουν εις τας αναγκαίας ενεργείας διά την ταχείαν διεκπεραίωσιν των εκκρεμοτήτων. Εις την σύσκεψιν μετέσχον εκπρόσωποι των ενδιαφερομένων οργανώσεων, οίτινες εξέθεσαν τας απόψεις των και υπέβαλον σχετικά υπομνήματα. Ο αρμόδιος υπουργός ετόνισεν ότι η κυβέρνησις θα εξετάση μετά προσοχής όλα τα θέματα και θα λάβη τας δεούσας αποφάσεις εντός της προσεχούς εβδομάδος, ώστε να ικανοποιηθούν τα δίκαια αιτήματα. Ωσαύτως ανεκοινώθη ότι θα συγκροτηθή ειδική επιτροπή διά την μελέτην του ζητήματος εις βάθος και την υποβολήν σχετικού πορίσματος.: [173, 1492, 257, 1602]
- story-separator: [353, 1035, 565, 1036]
- story-dateline: Θα αφιχθή αύριον εις Αθήνας.: [579, 2421, 649, 2427]
- story-body-filler: Κατά τας πληροφορίας, αι αρμόδιαι υπηρεσίαι προβαίνουν εις τας αναγκαίας ενεργείας διά την ταχείαν διεκπεραίωσιν των εκκρεμοτήτων. Εις την σύσκεψιν μετέσχον εκπρόσωποι των ενδιαφερομένων οργανώσεων, οίτινες εξέθεσαν τας απόψεις των και υπέβαλον σχετικά υπομνήματα. Ο αρμόδιος υπουργός ετόνισεν ότι η κυβέρνησις θα εξετάση μετά προσοχής όλα τα θέματα και θα λάβη τας δεούσας αποφάσεις εντός της προσεχούς εβδομάδος, ώστε να ικανοποιηθούν τα δίκαια αιτήματα. Ωσαύτως ανεκοινώθη ότι θα συγκροτηθή ειδική επιτροπή διά την μελέτην του ζητήματος εις βάθος και την υποβολήν σχετικού πορίσματος.: [573, 686, 693, 758]
- story-dateline: ΑΘΗΝΑΙ, 20.— Οι διάδοχοι Κωνσταντίνος επισκέφθη σήμερον τας εγκαταστάσεις του ναυστάθμου.: [4, 1499, 82, 1521]
- story-body-filler: Κατά τας πληροφορίας, αι αρμόδιαι υπηρεσίαι προβαίνουν εις τας αναγκαίας ενεργείας διά την ταχείαν διεκπεραίωσιν των εκκρεμοτήτων. Εις την σύσκεψιν μετέσχον εκπρόσωποι των ενδιαφερομένων οργανώσεων, οίτινες εξέθεσαν τας απόψεις των και υπέβαλον σχετικά υπομνήματα. Ο αρμόδιος υπουργός ετόνισεν ότι η κυβέρνησις θα εξετάση μετά προσοχής όλα τα θέματα και θα λάβη τας δεούσας αποφάσεις εντός της προσεχούς εβδομάδος, ώστε να ικανοποιηθούν τα δίκαια αιτήματα. Ωσαύτως ανεκοινώθη ότι θα συγκροτηθή ειδική επιτροπή διά την μελέτην του ζητήματος εις βάθος και την υποβολήν σχετικού πορίσματος.: [87, 1175, 165, 1291]
- story-body: [4, 698, 165, 830]
- column-3: [349, 0, 569, 1397]
- story-separator: [573, 194, 693, 195]
- story-body-filler: Κατά τας πληροφορίας, αι αρμόδιαι υπηρεσίαι προβαίνουν εις τας αναγκαίας ενεργείας διά την ταχείαν διεκπεραίωσιν των εκκρεμοτήτων. Εις την σύσκεψιν μετέσχον εκπρόσωποι των ενδιαφερομένων οργανώσεων, οίτινες εξέθεσαν τας απόψεις των και υπέβαλον σχετικά υπομνήματα. Ο αρμόδιος υπουργός ετόνισεν ότι η κυβέρνησις θα εξετάση μετά προσοχής όλα τα θέματα και θα λάβη τας δεούσας αποφάσεις εντός της προσεχούς εβδομάδος, ώστε να ικανοποιηθούν τα δίκαια αιτήματα. Ωσαύτως ανεκοινώθη ότι θα συγκροτηθή ειδική επιτροπή διά την μελέτην του ζητήματος εις βάθος και την υποβολήν σχετικού πορίσματος.: [353, 520, 565, 660]
- story-body-filler: Κατά τας πληροφορίας, αι αρμόδιαι υπηρεσίαι προβαίνουν εις τας αναγκαίας ενεργείας διά την ταχείαν διεκπεραίωσιν των εκκρεμοτήτων. Εις την σύσκεψιν μετέσχον εκπρόσωποι των ενδιαφερομένων οργανώσεων, οίτινες εξέθεσαν τας απόψεις των και υπέβαλον σχετικά υπομνήματα. Ο αρμόδιος υπουργός ετόνισεν ότι η κυβέρνησις θα εξετάση μετά προσοχής όλα τα θέματα και θα λάβη τας δεούσας αποφάσεις εντός της προσεχούς εβδομάδος, ώστε να ικανοποιηθούν τα δίκαια αιτήματα. Ωσαύτως ανεκοινώθη ότι θα συγκροτηθή ειδική επιτροπή διά την μελέτην του ζητήματος εις βάθος και την υποβολήν σχετικού πορίσματος.: [826, 294, 948, 366]
- story-headline: ΠΝΙΓΜΟΣ ΜΑΘΗΤΟΥ: [222, 1609, 296, 1618]
- story-headline: ΛΙΜΟΣ ΑΠΕΙΛΕΙ ΤΗΝ ΝΗΣΟΝ ΜΠΑΛΙ: [582, 1683, 684, 1700]
- story-body-filler: Κατά τας πληροφορίας, αι αρμόδιαι υπηρεσίαι προβαίνουν εις τας αναγκαίας ενεργείας διά την ταχείαν διεκπεραίωσιν των εκκρεμοτήτων. Εις την σύσκεψιν μετέσχον εκπρόσωποι των ενδιαφερομένων οργανώσεων, οίτινες εξέθεσαν τας απόψεις των και υπέβαλον σχετικά υπομνήματα. Ο αρμόδιος υπουργός ετόνισεν ότι η κυβέρνησις θα εξετάση μετά προσοχής όλα τα θέματα και θα λάβη τας δεούσας αποφάσεις εντός της προσεχούς εβδομάδος, ώστε να ικανοποιηθούν τα δίκαια αιτήματα. Ωσαύτως ανεκοινώθη ότι θα συγκροτηθή ειδική επιτροπή διά την μελέτην του ζητήματος εις βάθος και την υποβολήν σχετικού πορίσματος.: [826, 1229, 948, 1301]
- news-story: [4, 1782, 165, 1921]
- story-headline: ΔΙΑΜΑΡΤΥΡΟΝΤΑΙ ΟΙ ΠΟΛΕΜΙΣΤΑΙ ΤΟΥ ΝΟΜΟΥ 751: [14, 990, 155, 1008]
